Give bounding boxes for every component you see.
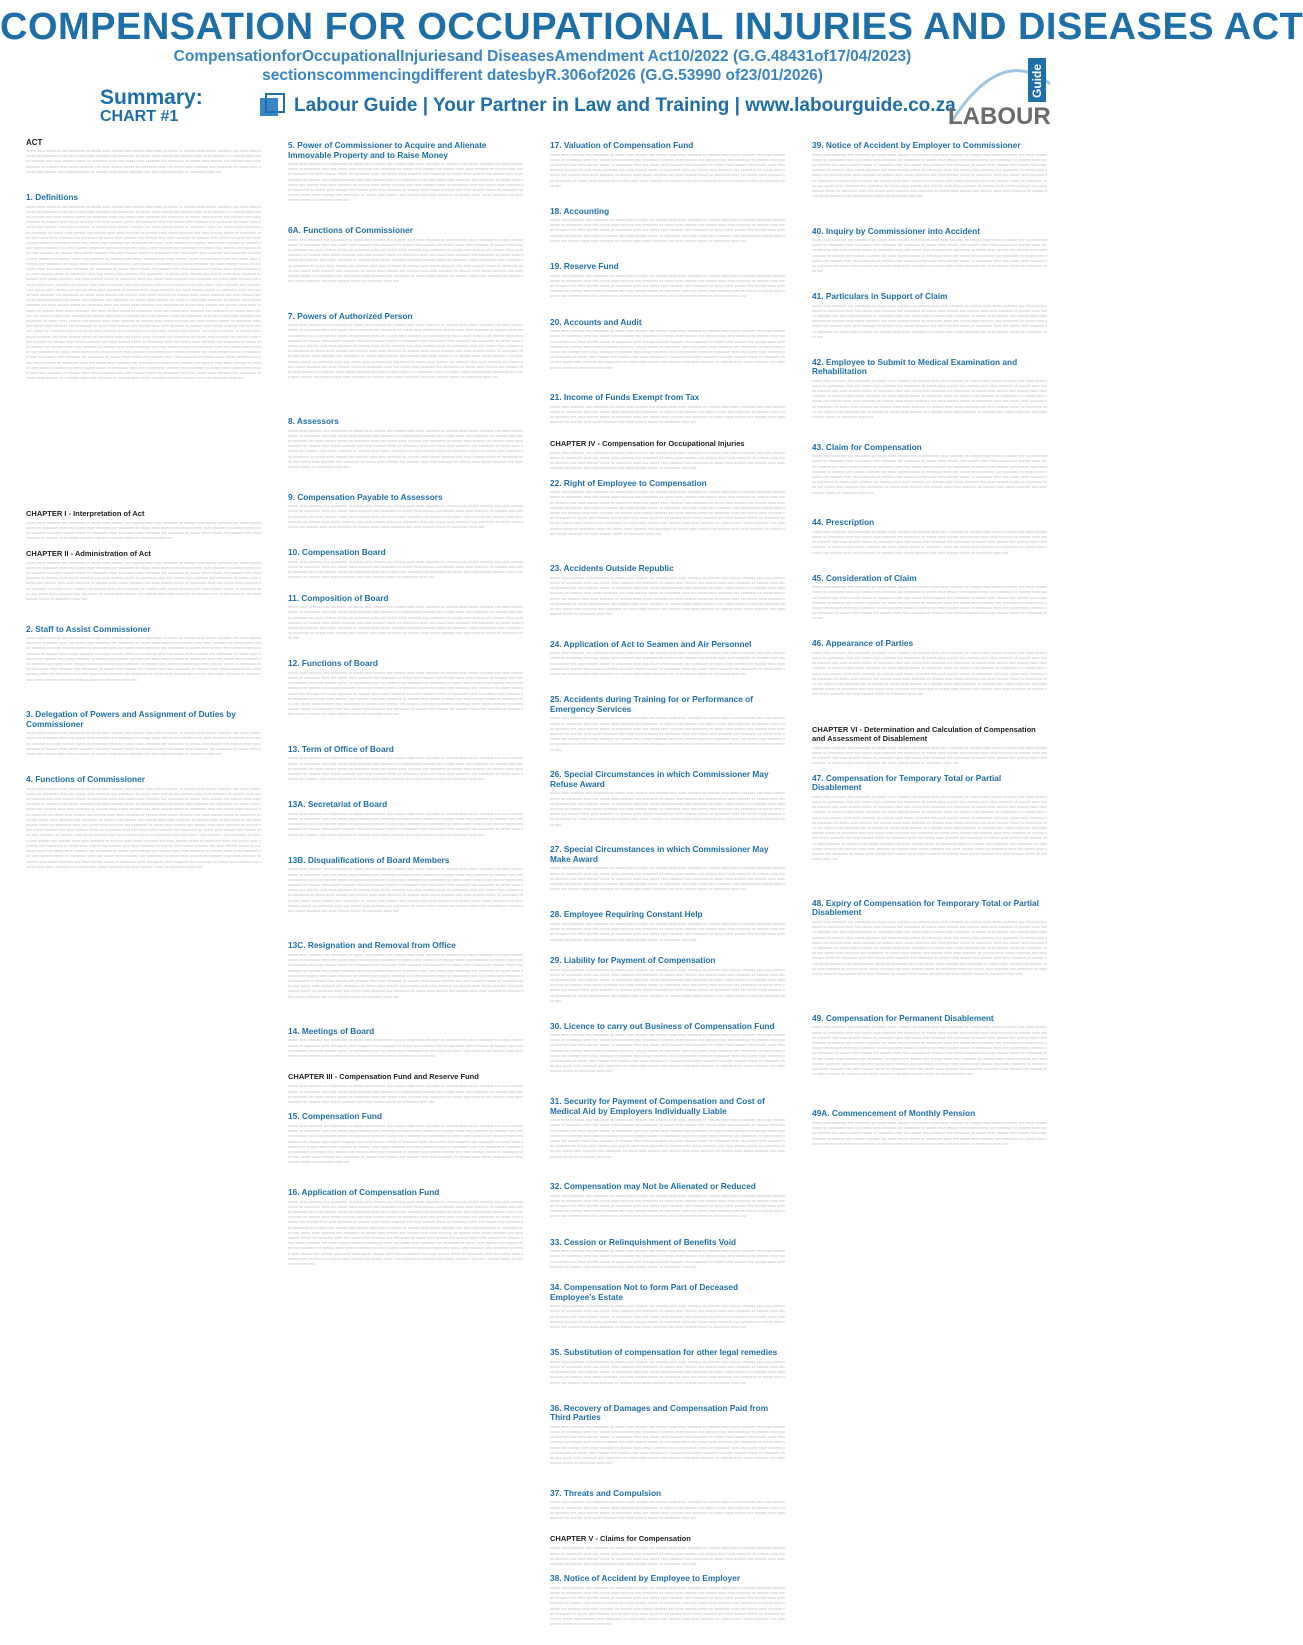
labour-guide-small-logo-icon [256,92,286,120]
section-heading: 46. Appearance of Parties [812,638,914,649]
chapter-heading: CHAPTER IV - Compensation for Occupational Injuries [550,438,745,448]
section-body-text-block: xxxxx xxxx xxxxxxx xxx xxxxxxxx xx xxxxx xxxx xxxxxx xxx xxxxxx xxxx xxxx xxxxxxx xx xxxxxx xxxx xxxxx xxxxxxx xxx xxxx xxxxxx xxxxx xx xxxxxxxx xxxx xxx xxxxx xxxx xxxxxxx xxx xxxxxxxx xx xxxxx xxxx xxxxxx xxx xxxxxx xxxx xxxx xxxxxxx xx xxxxxx xxxx xxxxx xxxxxxx xxx xxxx xxxxxx xxxxx xx xxxxxxxx xxxx xxx xxxxx xxxx xxxxxxx xxx xxxxxxxx xx xxxxx xxxx xxxxxx xxx xxxxxx xxxx xxxx xxxxxxx xx xxxxxx xxxx xxxxx xxxxxxx xxx xxxx xxxxxx xxxxx xx xxxxxxxx xxxx xxx xxxxx xxxx xxxxxxx xxx xxxxxxxx xx xxxxx xxxx xxxxxx xxx xxxxxx xxxx xxxx xxxxxxx xx xxxxxx xxxx xxxxx xxxxxxx xxx xxxx xxxxxx xxxxx xx xxxxxxxx xxxx xxx xxxxx xxxx xxxxxxx xxx xxxxxxxx xx xxxxx xxxx xxxxxx xxx xxxxxx xxxx xxxx xxxxxxx xx xxxxxx xxxx xxxxx xxxxxxx xxx xxxx xxxxxx xxxxx xx xxxxxxxx xxxx xxx xxxxx xxxx xxxxxxx xxx xxxxxxxx xx xxxxx xxxx xxxxxx xxx xxxxxx xxxx xxxx xxxxxxx xx xxxxxx xxxx xxxxx xxxxxxx xxx xxxx xxxxxx xxxxx xx xxxxxxxx xxxx xxx xxxxx xxxx xxxxxxx xxx xxxxxxxx xx xxxxx xxxx xxxxxx xxx xxxxxx xxxx xxxx xxxxxxx xx xxxxxx xxxx xxxxx xxxxxxx xxx xxxx xxxxxx xxxxx xx xxxxxxxx xxxx xxx [550,489,785,536]
section-heading: 38. Notice of Accident by Employee to Employer [550,1573,741,1584]
section-heading: 13. Term of Office of Board [288,743,394,754]
section-body-text-block: xxxxx xxxx xxxxxxx xxx xxxxxxxx xx xxxxx xxxx xxxxxx xxx xxxxxx xxxx xxxx xxxxxxx xx xxxxxx xxxx xxxxx xxxxxxx xxx xxxx xxxxxx xxxxx xx xxxxxxxx xxxx xxx xxxxx xxxx xxxxxxx xxx xxxxxxxx xx xxxxx xxxx xxxxxx xxx xxxxxx xxxx xxxx xxxxxxx xx xxxxxx xxxx xxxxx xxxxxxx xxx xxxx xxxxxx xxxxx xx xxxxxxxx xxxx xxx xxxxx xxxx xxxxxxx xxx xxxxxxxx xx xxxxx xxxx xxxxxx xxx xxxxxx xxxx xxxx xxxxxxx xx xxxxxx xxxx xxxxx xxxxxxx xxx xxxx xxxxxx xxxxx xx xxxxxxxx xxxx xxx [550,1248,785,1269]
section-body-text-block: xxxxx xxxx xxxxxxx xxx xxxxxxxx xx xxxxx xxxx xxxxxx xxx xxxxxx xxxx xxxx xxxxxxx xx xxxxxx xxxx xxxxx xxxxxxx xxx xxxx xxxxxx xxxxx xx xxxxxxxx xxxx xxx xxxxx xxxx xxxxxxx xxx xxxxxxxx xx xxxxx xxxx xxxxxx xxx xxxxxx xxxx xxxx xxxxxxx xx xxxxxx xxxx xxxxx xxxxxxx xxx xxxx xxxxxx xxxxx xx xxxxxxxx xxxx xxx xxxxx xxxx xxxxxxx xxx xxxxxxxx xx xxxxx xxxx xxxxxx xxx xxxxxx xxxx xxxx xxxxxxx xx xxxxxx xxxx xxxxx xxxxxxx xxx xxxx xxxxxx xxxxx xx xxxxxxxx xxxx xxx [26,519,261,541]
section-heading: 3. Delegation of Powers and Assignment of Duties by Commissioner [26,709,236,729]
section-body-text-block: xxxxx xxxx xxxxxxx xxx xxxxxxxx xx xxxxx xxxx xxxxxx xxx xxxxxx xxxx xxxx xxxxxxx xx xxxxxx xxxx xxxxx xxxxxxx xxx xxxx xxxxxx xxxxx xx xxxxxxxx xxxx xxx xxxxx xxxx xxxxxxx xxx xxxxxxxx xx xxxxx xxxx xxxxxx xxx xxxxxx xxxx xxxx xxxxxxx xx xxxxxx xxxx xxxxx xxxxxxx xxx xxxx xxxxxx xxxxx xx xxxxxxxx xxxx xxx xxxxx xxxx xxxxxxx xxx xxxxxxxx xx xxxxx xxxx xxxxxx xxx xxxxxx xxxx xxxx xxxxxxx xx xxxxxx xxxx xxxxx xxxxxxx xxx xxxx xxxxxx xxxxx xx xxxxxxxx xxxx xxx xxxxx xxxx xxxxxxx xxx xxxxxxxx xx xxxxx xxxx xxxxxx xxx xxxxxx xxxx xxxx xxxxxxx xx xxxxxx xxxx xxxxx xxxxxxx xxx xxxx xxxxxx xxxxx xx xxxxxxxx xxxx xxx [812,1119,1047,1146]
section-body-text-block: xxxxx xxxx xxxxxxx xxx xxxxxxxx xx xxxxx xxxx xxxxxx xxx xxxxxx xxxx xxxx xxxxxxx xx xxxxxx xxxx xxxxx xxxxxxx xxx xxxx xxxxxx xxxxx xx xxxxxxxx xxxx xxx xxxxx xxxx xxxxxxx xxx xxxxxxxx xx xxxxx xxxx xxxxxx xxx xxxxxx xxxx xxxx xxxxxxx xx xxxxxx xxxx xxxxx xxxxxxx xxx xxxx xxxxxx xxxxx xx xxxxxxxx xxxx xxx xxxxx xxxx xxxxxxx xxx xxxxxxxx xx xxxxx xxxx xxxxxx xxx xxxxxx xxxx xxxx xxxxxxx xx xxxxxx xxxx xxxxx xxxxxxx xxx xxxx xxxxxx xxxxx xx xxxxxxxx xxxx xxx xxxxx xxxx xxxxxxx xxx xxxxxxxx xx xxxxx xxxx xxxxxx xxx xxxxxx xxxx xxxx xxxxxxx xx xxxxxx xxxx xxxxx xxxxxxx xxx xxxx xxxxxx xxxxx xx xxxxxxxx xxxx xxx xxxxx xxxx xxxxxxx xxx xxxxxxxx xx xxxxx xxxx xxxxxx xxx xxxxxx xxxx xxxx xxxxxxx xx xxxxxx xxxx xxxxx xxxxxxx xxx xxxx xxxxxx xxxxx xx xxxxxxxx xxxx xxx [550,715,785,752]
logo-small-text: Guide [1030,63,1044,98]
section-body-text-block: xxxxx xxxx xxxxxxx xxx xxxxxxxx xx xxxxx xxxx xxxxxx xxx xxxxxx xxxx xxxx xxxxxxx xx xxxxxx xxxx xxxxx xxxxxxx xxx xxxx xxxxxx xxxxx xx xxxxxxxx xxxx xxx xxxxx xxxx xxxxxxx xxx xxxxxxxx xx xxxxx xxxx xxxxxx xxx xxxxxx xxxx xxxx xxxxxxx xx xxxxxx xxxx xxxxx xxxxxxx xxx xxxx xxxxxx xxxxx xx xxxxxxxx xxxx xxx xxxxx xxxx xxxxxxx xxx xxxxxxxx xx xxxxx xxxx xxxxxx xxx xxxxxx xxxx xxxx xxxxxxx xx xxxxxx xxxx xxxxx xxxxxxx xxx xxxx xxxxxx xxxxx xx xxxxxxxx xxxx xxx xxxxx xxxx xxxxxxx xxx xxxxxxxx xx xxxxx xxxx xxxxxx xxx xxxxxx xxxx xxxx xxxxxxx xx xxxxxx xxxx xxxxx xxxxxxx xxx xxxx xxxxxx xxxxx xx xxxxxxxx xxxx xxx [550,217,785,243]
section-heading: 49A. Commencement of Monthly Pension [812,1108,976,1119]
section-heading: 47. Compensation for Temporary Total or Partial Disablement [812,772,1002,793]
section-body-text-block: xxxxx xxxx xxxxxxx xxx xxxxxxxx xx xxxxx xxxx xxxxxx xxx xxxxxx xxxx xxxx xxxxxxx xx xxxxxx xxxx xxxxx xxxxxxx xxx xxxx xxxxxx xxxxx xx xxxxxxxx xxxx xxx xxxxx xxxx xxxxxxx xxx xxxxxxxx xx xxxxx xxxx xxxxxx xxx xxxxxx xxxx xxxx xxxxxxx xx xxxxxx xxxx xxxxx xxxxxxx xxx xxxx xxxxxx xxxxx xx xxxxxxxx xxxx xxx xxxxx xxxx xxxxxxx xxx xxxxxxxx xx xxxxx xxxx xxxxxx xxx xxxxxx xxxx xxxx xxxxxxx xx xxxxxx xxxx xxxxx xxxxxxx xxx xxxx xxxxxx xxxxx xx xxxxxxxx xxxx xxx xxxxx xxxx xxxxxxx xxx xxxxxxxx xx xxxxx xxxx xxxxxx xxx xxxxxx xxxx xxxx xxxxxxx xx xxxxxx xxxx xxxxx xxxxxxx xxx xxxx xxxxxx xxxxx xx xxxxxxxx xxxx xxx [550,1358,785,1385]
section-heading: 18. Accounting [550,205,610,216]
section-body-text-block: xxxxx xxxx xxxxxxx xxx xxxxxxxx xx xxxxx xxxx xxxxxx xxx xxxxxx xxxx xxxx xxxxxxx xx xxxxxx xxxx xxxxx xxxxxxx xxx xxxx xxxxxx xxxxx xx xxxxxxxx xxxx xxx xxxxx xxxx xxxxxxx xxx xxxxxxxx xx xxxxx xxxx xxxxxx xxx xxxxxx xxxx xxxx xxxxxxx xx xxxxxx xxxx xxxxx xxxxxxx xxx xxxx xxxxxx xxxxx xx xxxxxxxx xxxx xxx xxxxx xxxx xxxxxxx xxx xxxxxxxx xx xxxxx xxxx xxxxxx xxx xxxxxx xxxx xxxx xxxxxxx xx xxxxxx xxxx xxxxx xxxxxxx xxx xxxx xxxxxx xxxxx xx xxxxxxxx xxxx xxx xxxxx xxxx xxxxxxx xxx xxxxxxxx xx xxxxx xxxx xxxxxx xxx xxxxxx xxxx xxxx xxxxxxx xx xxxxxx xxxx xxxxx xxxxxxx xxx xxxx xxxxxx xxxxx xx xxxxxxxx xxxx xxx xxxxx xxxx xxxxxxx xxx xxxxxxxx xx xxxxx xxxx xxxxxx xxx xxxxxx xxxx xxxx xxxxxxx xx xxxxxx xxxx xxxxx xxxxxxx xxx xxxx xxxxxx xxxxx xx xxxxxxxx xxxx xxx xxxxx xxxx xxxxxxx xxx xxxxxxxx xx xxxxx xxxx xxxxxx xxx xxxxxx xxxx xxxx xxxxxxx xx xxxxxx xxxx xxxxx xxxxxxx xxx xxxx xxxxxx xxxxx xx xxxxxxxx xxxx xxx [550,574,785,617]
section-heading: 14. Meetings of Board [288,1025,375,1036]
section-heading: 24. Application of Act to Seamen and Air Personnel [550,638,752,649]
section-body-text-block: xxxxx xxxx xxxxxxx xxx xxxxxxxx xx xxxxx xxxx xxxxxx xxx xxxxxx xxxx xxxx xxxxxxx xx xxxxxx xxxx xxxxx xxxxxxx xxx xxxx xxxxxx xxxxx xx xxxxxxxx xxxx xxx xxxxx xxxx xxxxxxx xxx xxxxxxxx xx xxxxx xxxx xxxxxx xxx xxxxxx xxxx xxxx xxxxxxx xx xxxxxx xxxx xxxxx xxxxxxx xxx xxxx xxxxxx xxxxx xx xxxxxxxx xxxx xxx xxxxx xxxx xxxxxxx xxx xxxxxxxx xx xxxxx xxxx xxxxxx xxx xxxxxx xxxx xxxx xxxxxxx xx xxxxxx xxxx xxxxx xxxxxxx xxx xxxx xxxxxx xxxxx xx xxxxxxxx xxxx xxx [550,1499,785,1520]
section-heading: 48. Expiry of Compensation for Temporary Total or Partial Disablement [812,897,1039,918]
section-body-text-block: xxxxx xxxx xxxxxxx xxx xxxxxxxx xx xxxxx xxxx xxxxxx xxx xxxxxx xxxx xxxx xxxxxxx xx xxxxxx xxxx xxxxx xxxxxxx xxx xxxx xxxxxx xxxxx xx xxxxxxxx xxxx xxx xxxxx xxxx xxxxxxx xxx xxxxxxxx xx xxxxx xxxx xxxxxx xxx xxxxxx xxxx xxxx xxxxxxx xx xxxxxx xxxx xxxxx xxxxxxx xxx xxxx xxxxxx xxxxx xx xxxxxxxx xxxx xxx xxxxx xxxx xxxxxxx xxx xxxxxxxx xx xxxxx xxxx xxxxxx xxx xxxxxx xxxx xxxx xxxxxxx xx xxxxxx xxxx xxxxx xxxxxxx xxx xxxx xxxxxx xxxxx xx xxxxxxxx xxxx xxx xxxxx xxxx xxxxxxx xxx xxxxxxxx xx xxxxx xxxx xxxxxx xxx xxxxxx xxxx xxxx xxxxxxx xx xxxxxx xxxx xxxxx xxxxxxx xxx xxxx xxxxxx xxxxx xx xxxxxxxx xxxx xxx [550,650,785,677]
section-heading: 1. Definitions [26,192,79,202]
section-heading: 29. Liability for Payment of Compensation [550,954,716,965]
section-body-text-block: xxxxx xxxx xxxxxxx xxx xxxxxxxx xx xxxxx xxxx xxxxxx xxx xxxxxx xxxx xxxx xxxxxxx xx xxxxxx xxxx xxxxx xxxxxxx xxx xxxx xxxxxx xxxxx xx xxxxxxxx xxxx xxx xxxxx xxxx xxxxxxx xxx xxxxxxxx xx xxxxx xxxx xxxxxx xxx xxxxxx xxxx xxxx xxxxxxx xx xxxxxx xxxx xxxxx xxxxxxx xxx xxxx xxxxxx xxxxx xx xxxxxxxx xxxx xxx xxxxx xxxx xxxxxxx xxx xxxxxxxx xx xxxxx xxxx xxxxxx xxx xxxxxx xxxx xxxx xxxxxxx xx xxxxxx xxxx xxxxx xxxxxxx xxx xxxx xxxxxx xxxxx xx xxxxxxxx xxxx xxx [288,1037,523,1059]
section-heading: 25. Accidents during Training for or Performance of Emergency Services [550,694,754,714]
section-body-text-block: xxxxx xxxx xxxxxxx xxx xxxxxxxx xx xxxxx xxxx xxxxxx xxx xxxxxx xxxx xxxx xxxxxxx xx xxxxxx xxxx xxxxx xxxxxxx xxx xxxx xxxxxx xxxxx xx xxxxxxxx xxxx xxx xxxxx xxxx xxxxxxx xxx xxxxxxxx xx xxxxx xxxx xxxxxx xxx xxxxxx xxxx xxxx xxxxxxx xx xxxxxx xxxx xxxxx xxxxxxx xxx xxxx xxxxxx xxxxx xx xxxxxxxx xxxx xxx xxxxx xxxx xxxxxxx xxx xxxxxxxx xx xxxxx xxxx xxxxxx xxx xxxxxx xxxx xxxx xxxxxxx xx xxxxxx xxxx xxxxx xxxxxxx xxx xxxx xxxxxx xxxxx xx xxxxxxxx xxxx xxx [288,1083,523,1105]
section-body-text-block: xxxxx xxxx xxxxxxx xxx xxxxxxxx xx xxxxx xxxx xxxxxx xxx xxxxxx xxxx xxxx xxxxxxx xx xxxxxx xxxx xxxxx xxxxxxx xxx xxxx xxxxxx xxxxx xx xxxxxxxx xxxx xxx xxxxx xxxx xxxxxxx xxx xxxxxxxx xx xxxxx xxxx xxxxxx xxx xxxxxx xxxx xxxx xxxxxxx xx xxxxxx xxxx xxxxx xxxxxxx xxx xxxx xxxxxx xxxxx xx xxxxxxxx xxxx xxx xxxxx xxxx xxxxxxx xxx xxxxxxxx xx xxxxx xxxx xxxxxx xxx xxxxxx xxxx xxxx xxxxxxx xx xxxxxx xxxx xxxxx xxxxxxx xxx xxxx xxxxxx xxxxx xx xxxxxxxx xxxx xxx xxxxx xxxx xxxxxxx xxx xxxxxxxx xx xxxxx xxxx xxxxxx xxx xxxxxx xxxx xxxx xxxxxxx xx xxxxxx xxxx xxxxx xxxxxxx xxx xxxx xxxxxx xxxxx xx xxxxxxxx xxxx xxx xxxxx xxxx xxxxxxx xxx xxxxxxxx xx xxxxx xxxx xxxxxx xxx xxxxxx xxxx xxxx xxxxxxx xx xxxxxx xxxx xxxxx xxxxxxx xxx xxxx xxxxxx xxxxx xx xxxxxxxx xxxx xxx xxxxx xxxx xxxxxxx xxx xxxxxxxx xx xxxxx xxxx xxxxxx xxx xxxxxx xxxx xxxx xxxxxxx xx xxxxxx xxxx xxxxx xxxxxxx xxx xxxx xxxxxx xxxxx xx xxxxxxxx xxxx xxx xxxxx xxxx xxxxxxx xxx xxxxxxxx xx xxxxx xxxx xxxxxx xxx xxxxxx xxxx xxxx xxxxxxx xx xxxxxx xxxx xxxxx xxxxxxx xxx xxxx xxxxxx xxxxx xx xxxxxxxx xxxx xxx xxxxx xxxx xxxxxxx xxx xxxxxxxx xx xxxxx xxxx xxxxxx xxx xxxxxx xxxx xxxx xxxxxxx xx xxxxxx xxxx xxxxx xxxxxxx xxx xxxx xxxxxx xxxxx xx xxxxxxxx xxxx xxx xxxxx xxxx xxxxxxx xxx xxxxxxxx xx xxxxx xxxx xxxxxx xxx xxxxxx xxxx xxxx xxxxxxx xx xxxxxx xxxx xxxxx xxxxxxx xxx xxxx xxxxxx xxxxx xx xxxxxxxx xxxx xxx xxxxx xxxx xxxxxxx xxx xxxxxxxx xx xxxxx xxxx xxxxxx xxx xxxxxx xxxx xxxx xxxxxxx xx xxxxxx xxxx xxxxx xxxxxxx xxx xxxx xxxxxx xxxxx xx xxxxxxxx xxxx xxx xxxxx xxxx xxxxxxx xxx xxxxxxxx xx xxxxx xxxx xxxxxx xxx xxxxxx xxxx xxxx xxxxxxx xx xxxxxx xxxx xxxxx xxxxxxx xxx xxxx xxxxxx xxxxx xx xxxxxxxx xxxx xxx xxxxx xxxx xxxxxxx xxx xxxxxxxx xx xxxxx xxxx xxxxxx xxx xxxxxx xxxx xxxx xxxxxxx xx xxxxxx xxxx xxxxx xxxxxxx xxx xxxx xxxxxx xxxxx xx xxxxxxxx xxxx xxx xxxxx xxxx xxxxxxx xxx xxxxxxxx xx xxxxx xxxx xxxxxx xxx xxxxxx xxxx xxxx xxxxxxx xx xxxxxx xxxx xxxxx xxxxxxx xxx xxxx xxxxxx xxxxx xx xxxxxxxx xxxx xxx xxxxx xxxx xxxxxxx xxx xxxxxxxx xx xxxxx xxxx xxxxxx xxx xxxxxx xxxx xxxx xxxxxxx xx xxxxxx xxxx xxxxx xxxxxxx xxx xxxx xxxxxx xxxxx xx xxxxxxxx xxxx xxx xxxxx xxxx xxxxxxx xxx xxxxxxxx xx xxxxx xxxx xxxxxx xxx xxxxxx xxxx xxxx xxxxxxx xx xxxxxx xxxx xxxxx xxxxxxx xxx xxxx xxxxxx xxxxx xx xxxxxxxx xxxx xxx xxxxx xxxx xxxxxxx xxx xxxxxxxx xx xxxxx xxxx xxxxxx xxx xxxxxx xxxx xxxx xxxxxxx xx xxxxxx xxxx xxxxx xxxxxxx xxx xxxx xxxxxx xxxxx xx xxxxxxxx xxxx xxx xxxxx xxxx xxxxxxx xxx xxxxxxxx xx xxxxx xxxx xxxxxx xxx xxxxxx xxxx xxxx xxxxxxx xx xxxxxx xxxx xxxxx xxxxxxx xxx xxxx xxxxxx xxxxx xx xxxxxxxx xxxx xxx xxxxx xxxx xxxxxxx xxx xxxxxxxx xx xxxxx xxxx xxxxxx xxx xxxxxx xxxx xxxx xxxxxxx xx xxxxxx xxxx xxxxx xxxxxxx xxx xxxx xxxxxx xxxxx xx xxxxxxxx xxxx xxx xxxxx xxxx xxxxxxx xxx xxxxxxxx xx xxxxx xxxx xxxxxx xxx xxxxxx xxxx xxxx xxxxxxx xx xxxxxx xxxx xxxxx xxxxxxx xxx xxxx xxxxxx xxxxx xx xxxxxxxx xxxx xxx xxxxx xxxx xxxxxxx xxx xxxxxxxx xx xxxxx xxxx xxxxxx xxx xxxxxx xxxx xxxx xxxxxxx xx xxxxxx xxxx xxxxx xxxxxxx xxx xxxx xxxxxx xxxxx xx xxxxxxxx xxxx xxx xxxxx xxxx xxxxxxx xxx xxxxxxxx xx xxxxx xxxx xxxxxx xxx xxxxxx xxxx xxxx xxxxxxx xx xxxxxx xxxx xxxxx xxxxxxx xxx xxxx xxxxxx xxxxx xx xxxxxxxx xxxx xxx xxxxx xxxx xxxxxxx xxx xxxxxxxx xx xxxxx xxxx xxxxxx xxx xxxxxx xxxx xxxx xxxxxxx xx xxxxxx xxxx xxxxx xxxxxxx xxx xxxx xxxxxx xxxxx xx xxxxxxxx xxxx xxx xxxxx xxxx xxxxxxx xxx xxxxxxxx xx xxxxx xxxx xxxxxx xxx xxxxxx xxxx xxxx xxxxxxx xx xxxxxx xxxx xxxxx xxxxxxx xxx xxxx xxxxxx xxxxx xx xxxxxxxx xxxx xxx xxxxx xxxx xxxxxxx xxx xxxxxxxx xx xxxxx xxxx xxxxxx xxx xxxxxx xxxx xxxx xxxxxxx xx xxxxxx xxxx xxxxx xxxxxxx xxx xxxx xxxxxx xxxxx xx xxxxxxxx xxxx xxx xxxxx xxxx xxxxxxx xxx xxxxxxxx xx xxxxx xxxx xxxxxx xxx xxxxxx xxxx xxxx xxxxxxx xx xxxxxx xxxx xxxxx xxxxxxx xxx xxxx xxxxxx xxxxx xx xxxxxxxx xxxx xxx xxxxx xxxx xxxxxxx xxx xxxxxxxx xx xxxxx xxxx xxxxxx xxx xxxxxx xxxx xxxx xxxxxxx xx xxxxxx xxxx xxxxx xxxxxxx xxx xxxx xxxxxx xxxxx xx xxxxxxxx xxxx xxx xxxxx xxxx xxxxxxx xxx xxxxxxxx xx xxxxx xxxx xxxxxx xxx xxxxxx xxxx xxxx xxxxxxx xx xxxxxx xxxx xxxxx xxxxxxx xxx xxxx xxxxxx xxxxx xx xxxxxxxx xxxx xxx xxxxx xxxx xxxxxxx xxx xxxxxxxx xx xxxxx xxxx xxxxxx xxx xxxxxx xxxx xxxx xxxxxxx xx xxxxxx xxxx xxxxx xxxxxxx xxx xxxx xxxxxx xxxxx xx xxxxxxxx xxxx xxx [26,203,261,381]
section-body-text-block: xxxxx xxxx xxxxxxx xxx xxxxxxxx xx xxxxx xxxx xxxxxx xxx xxxxxx xxxx xxxx xxxxxxx xx xxxxxx xxxx xxxxx xxxxxxx xxx xxxx xxxxxx xxxxx xx xxxxxxxx xxxx xxx xxxxx xxxx xxxxxxx xxx xxxxxxxx xx xxxxx xxxx xxxxxx xxx xxxxxx xxxx xxxx xxxxxxx xx xxxxxx xxxx xxxxx xxxxxxx xxx xxxx xxxxxx xxxxx xx xxxxxxxx xxxx xxx xxxxx xxxx xxxxxxx xxx xxxxxxxx xx xxxxx xxxx xxxxxx xxx xxxxxx xxxx xxxx xxxxxxx xx xxxxxx xxxx xxxxx xxxxxxx xxx xxxx xxxxxx xxxxx xx xxxxxxxx xxxx xxx xxxxx xxxx xxxxxxx xxx xxxxxxxx xx xxxxx xxxx xxxxxx xxx xxxxxx xxxx xxxx xxxxxxx xx xxxxxx xxxx xxxxx xxxxxxx xxx xxxx xxxxxx xxxxx xx xxxxxxxx xxxx xxx xxxxx xxxx xxxxxxx xxx xxxxxxxx xx xxxxx xxxx xxxxxx xxx xxxxxx xxxx xxxx xxxxxxx xx xxxxxx xxxx xxxxx xxxxxxx xxx xxxx xxxxxx xxxxx xx xxxxxxxx xxxx xxx xxxxx xxxx xxxxxxx xxx xxxxxxxx xx xxxxx xxxx xxxxxx xxx xxxxxx xxxx xxxx xxxxxxx xx xxxxxx xxxx xxxxx xxxxxxx xxx xxxx xxxxxx xxxxx xx xxxxxxxx xxxx xxx [550,328,785,370]
section-heading: 22. Right of Employee to Compensation [550,477,707,488]
section-heading: 21. Income of Funds Exempt from Tax [550,392,700,403]
section-body-text-block: xxxxx xxxx xxxxxxx xxx xxxxxxxx xx xxxxx xxxx xxxxxx xxx xxxxxx xxxx xxxx xxxxxxx xx xxxxxx xxxx xxxxx xxxxxxx xxx xxxx xxxxxx xxxxx xx xxxxxxxx xxxx xxx xxxxx xxxx xxxxxxx xxx xxxxxxxx xx xxxxx xxxx xxxxxx xxx xxxxxx xxxx xxxx xxxxxxx xx xxxxxx xxxx xxxxx xxxxxxx xxx xxxx xxxxxx xxxxx xx xxxxxxxx xxxx xxx xxxxx xxxx xxxxxxx xxx xxxxxxxx xx xxxxx xxxx xxxxxx xxx xxxxxx xxxx xxxx xxxxxxx xx xxxxxx xxxx xxxxx xxxxxxx xxx xxxx xxxxxx xxxxx xx xxxxxxxx xxxx xxx xxxxx xxxx xxxxxxx xxx xxxxxxxx xx xxxxx xxxx xxxxxx xxx xxxxxx xxxx xxxx xxxxxxx xx xxxxxx xxxx xxxxx xxxxxxx xxx xxxx xxxxxx xxxxx xx xxxxxxxx xxxx xxx xxxxx xxxx xxxxxxx xxx xxxxxxxx xx xxxxx xxxx xxxxxx xxx xxxxxx xxxx xxxx xxxxxxx xx xxxxxx xxxx xxxxx xxxxxxx xxx xxxx xxxxxx xxxxx xx xxxxxxxx xxxx xxx xxxxx xxxx xxxxxxx xxx xxxxxxxx xx xxxxx xxxx xxxxxx xxx xxxxxx xxxx xxxx xxxxxxx xx xxxxxx xxxx xxxxx xxxxxxx xxx xxxx xxxxxx xxxxx xx xxxxxxxx xxxx xxx [288,427,523,470]
act-summary-columns [26,136,1066,1627]
column-1 [26,136,261,1530]
section-heading: 7. Powers of Authorized Person [288,310,413,321]
section-body-text-block: xxxxx xxxx xxxxxxx xxx xxxxxxxx xx xxxxx xxxx xxxxxx xxx xxxxxx xxxx xxxx xxxxxxx xx xxxxxx xxxx xxxxx xxxxxxx xxx xxxx xxxxxx xxxxx xx xxxxxxxx xxxx xxx xxxxx xxxx xxxxxxx xxx xxxxxxxx xx xxxxx xxxx xxxxxx xxx xxxxxx xxxx xxxx xxxxxxx xx xxxxxx xxxx xxxxx xxxxxxx xxx xxxx xxxxxx xxxxx xx xxxxxxxx xxxx xxx xxxxx xxxx xxxxxxx xxx xxxxxxxx xx xxxxx xxxx xxxxxx xxx xxxxxx xxxx xxxx xxxxxxx xx xxxxxx xxxx xxxxx xxxxxxx xxx xxxx xxxxxx xxxxx xx xxxxxxxx xxxx xxx [550,449,785,471]
section-heading: 16. Application of Compensation Fund [288,1186,440,1197]
section-body-text-block: xxxxx xxxx xxxxxxx xxx xxxxxxxx xx xxxxx xxxx xxxxxx xxx xxxxxx xxxx xxxx xxxxxxx xx xxxxxx xxxx xxxxx xxxxxxx xxx xxxx xxxxxx xxxxx xx xxxxxxxx xxxx xxx xxxxx xxxx xxxxxxx xxx xxxxxxxx xx xxxxx xxxx xxxxxx xxx xxxxxx xxxx xxxx xxxxxxx xx xxxxxx xxxx xxxxx xxxxxxx xxx xxxx xxxxxx xxxxx xx xxxxxxxx xxxx xxx xxxxx xxxx xxxxxxx xxx xxxxxxxx xx xxxxx xxxx xxxxxx xxx xxxxxx xxxx xxxx xxxxxxx xx xxxxxx xxxx xxxxx xxxxxxx xxx xxxx xxxxxx xxxxx xx xxxxxxxx xxxx xxx xxxxx xxxx xxxxxxx xxx xxxxxxxx xx xxxxx xxxx xxxxxx xxx xxxxxx xxxx xxxx xxxxxxx xx xxxxxx xxxx xxxxx xxxxxxx xxx xxxx xxxxxx xxxxx xx xxxxxxxx xxxx xxx xxxxx xxxx xxxxxxx xxx xxxxxxxx xx xxxxx xxxx xxxxxx xxx xxxxxx xxxx xxxx xxxxxxx xx xxxxxx xxxx xxxxx xxxxxxx xxx xxxx xxxxxx xxxxx xx xxxxxxxx xxxx xxx xxxxx xxxx xxxxxxx xxx xxxxxxxx xx xxxxx xxxx xxxxxx xxx xxxxxx xxxx xxxx xxxxxxx xx xxxxxx xxxx xxxxx xxxxxxx xxx xxxx xxxxxx xxxxx xx xxxxxxxx xxxx xxx [26,559,261,601]
section-body-text-block: xxxxx xxxx xxxxxxx xxx xxxxxxxx xx xxxxx xxxx xxxxxx xxx xxxxxx xxxx xxxx xxxxxxx xx xxxxxx xxxx xxxxx xxxxxxx xxx xxxx xxxxxx xxxxx xx xxxxxxxx xxxx xxx xxxxx xxxx xxxxxxx xxx xxxxxxxx xx xxxxx xxxx xxxxxx xxx xxxxxx xxxx xxxx xxxxxxx xx xxxxxx xxxx xxxxx xxxxxxx xxx xxxx xxxxxx xxxxx xx xxxxxxxx xxxx xxx xxxxx xxxx xxxxxxx xxx xxxxxxxx xx xxxxx xxxx xxxxxx xxx xxxxxx xxxx xxxx xxxxxxx xx xxxxxx xxxx xxxxx xxxxxxx xxx xxxx xxxxxx xxxxx xx xxxxxxxx xxxx xxx xxxxx xxxx xxxxxxx xxx xxxxxxxx xx xxxxx xxxx xxxxxx xxx xxxxxx xxxx xxxx xxxxxxx xx xxxxxx xxxx xxxxx xxxxxxx xxx xxxx xxxxxx xxxxx xx xxxxxxxx xxxx xxx xxxxx xxxx xxxxxxx xxx xxxxxxxx xx xxxxx xxxx xxxxxx xxx xxxxxx xxxx xxxx xxxxxxx xx xxxxxx xxxx xxxxx xxxxxxx xxx xxxx xxxxxx xxxxx xx xxxxxxxx xxxx xxx xxxxx xxxx xxxxxxx xxx xxxxxxxx xx xxxxx xxxx xxxxxx xxx xxxxxx xxxx xxxx xxxxxxx xx xxxxxx xxxx xxxxx xxxxxxx xxx xxxx xxxxxx xxxxx xx xxxxxxxx xxxx xxx xxxxx xxxx xxxxxxx xxx xxxxxxxx xx xxxxx xxxx xxxxxx xxx xxxxxx xxxx xxxx xxxxxxx xx xxxxxx xxxx xxxxx xxxxxxx xxx xxxx xxxxxx xxxxx xx xxxxxxxx xxxx xxx [288,866,523,913]
section-body-text-block: xxxxx xxxx xxxxxxx xxx xxxxxxxx xx xxxxx xxxx xxxxxx xxx xxxxxx xxxx xxxx xxxxxxx xx xxxxxx xxxx xxxxx xxxxxxx xxx xxxx xxxxxx xxxxx xx xxxxxxxx xxxx xxx xxxxx xxxx xxxxxxx xxx xxxxxxxx xx xxxxx xxxx xxxxxx xxx xxxxxx xxxx xxxx xxxxxxx xx xxxxxx xxxx xxxxx xxxxxxx xxx xxxx xxxxxx xxxxx xx xxxxxxxx xxxx xxx xxxxx xxxx xxxxxxx xxx xxxxxxxx xx xxxxx xxxx xxxxxx xxx xxxxxx xxxx xxxx xxxxxxx xx xxxxxx xxxx xxxxx xxxxxxx xxx xxxx xxxxxx xxxxx xx xxxxxxxx xxxx xxx xxxxx xxxx xxxxxxx xxx xxxxxxxx xx xxxxx xxxx xxxxxx xxx xxxxxx xxxx xxxx xxxxxxx xx xxxxxx xxxx xxxxx xxxxxxx xxx xxxx xxxxxx xxxxx xx xxxxxxxx xxxx xxx xxxxx xxxx xxxxxxx xxx xxxxxxxx xx xxxxx xxxx xxxxxx xxx xxxxxx xxxx xxxx xxxxxxx xx xxxxxx xxxx xxxxx xxxxxxx xxx xxxx xxxxxx xxxxx xx xxxxxxxx xxxx xxx xxxxx xxxx xxxxxxx xxx xxxxxxxx xx xxxxx xxxx xxxxxx xxx xxxxxx xxxx xxxx xxxxxxx xx xxxxxx xxxx xxxxx xxxxxxx xxx xxxx xxxxxx xxxxx xx xxxxxxxx xxxx xxx [288,1122,523,1165]
section-heading: 41. Particulars in Support of Claim [812,291,948,302]
section-heading: 39. Notice of Accident by Employer to Commissioner [812,140,1021,150]
tagline: Labour Guide | Your Partner in Law and Training | www.labourguide.co.za [294,95,956,116]
section-heading: 34. Compensation Not to form Part of Deceased Employee's Estate [550,1282,739,1302]
section-body-text-block: xxxxx xxxx xxxxxxx xxx xxxxxxxx xx xxxxx xxxx xxxxxx xxx xxxxxx xxxx xxxx xxxxxxx xx xxxxxx xxxx xxxxx xxxxxxx xxx xxxx xxxxxx xxxxx xx xxxxxxxx xxxx xxx xxxxx xxxx xxxxxxx xxx xxxxxxxx xx xxxxx xxxx xxxxxx xxx xxxxxx xxxx xxxx xxxxxxx xx xxxxxx xxxx xxxxx xxxxxxx xxx xxxx xxxxxx xxxxx xx xxxxxxxx xxxx xxx xxxxx xxxx xxxxxxx xxx xxxxxxxx xx xxxxx xxxx xxxxxx xxx xxxxxx xxxx xxxx xxxxxxx xx xxxxxx xxxx xxxxx xxxxxxx xxx xxxx xxxxxx xxxxx xx xxxxxxxx xxxx xxx xxxxx xxxx xxxxxxx xxx xxxxxxxx xx xxxxx xxxx xxxxxx xxx xxxxxx xxxx xxxx xxxxxxx xx xxxxxx xxxx xxxxx xxxxxxx xxx xxxx xxxxxx xxxxx xx xxxxxxxx xxxx xxx xxxxx xxxx xxxxxxx xxx xxxxxxxx xx xxxxx xxxx xxxxxx xxx xxxxxx xxxx xxxx xxxxxxx xx xxxxxx xxxx xxxxx xxxxxxx xxx xxxx xxxxxx xxxxx xx xxxxxxxx xxxx xxx [550,151,785,188]
commencement-subtitle: sectionscommencingdifferent datesbyR.306of2026 (G.G.53990 of23/01/2026) [262,67,823,84]
section-body-text-block: xxxxx xxxx xxxxxxx xxx xxxxxxxx xx xxxxx xxxx xxxxxx xxx xxxxxx xxxx xxxx xxxxxxx xx xxxxxx xxxx xxxxx xxxxxxx xxx xxxx xxxxxx xxxxx xx xxxxxxxx xxxx xxx xxxxx xxxx xxxxxxx xxx xxxxxxxx xx xxxxx xxxx xxxxxx xxx xxxxxx xxxx xxxx xxxxxxx xx xxxxxx xxxx xxxxx xxxxxxx xxx xxxx xxxxxx xxxxx xx xxxxxxxx xxxx xxx xxxxx xxxx xxxxxxx xxx xxxxxxxx xx xxxxx xxxx xxxxxx xxx xxxxxx xxxx xxxx xxxxxxx xx xxxxxx xxxx xxxxx xxxxxxx xxx xxxx xxxxxx xxxxx xx xxxxxxxx xxxx xxx xxxxx xxxx xxxxxxx xxx xxxxxxxx xx xxxxx xxxx xxxxxx xxx xxxxxx xxxx xxxx xxxxxxx xx xxxxxx xxxx xxxxx xxxxxxx xxx xxxx xxxxxx xxxxx xx xxxxxxxx xxxx xxx xxxxx xxxx xxxxxxx xxx xxxxxxxx xx xxxxx xxxx xxxxxx xxx xxxxxx xxxx xxxx xxxxxxx xx xxxxxx xxxx xxxxx xxxxxxx xxx xxxx xxxxxx xxxxx xx xxxxxxxx xxxx xxx [812,237,1047,274]
section-heading: 31. Security for Payment of Compensation and Cost of Medical Aid by Employers Individually Liable [550,1096,765,1116]
section-heading: 36. Recovery of Damages and Compensation Paid from Third Parties [550,1402,769,1423]
section-body-text-block: xxxxx xxxx xxxxxxx xxx xxxxxxxx xx xxxxx xxxx xxxxxx xxx xxxxxx xxxx xxxx xxxxxxx xx xxxxxx xxxx xxxxx xxxxxxx xxx xxxx xxxxxx xxxxx xx xxxxxxxx xxxx xxx xxxxx xxxx xxxxxxx xxx xxxxxxxx xx xxxxx xxxx xxxxxx xxx xxxxxx xxxx xxxx xxxxxxx xx xxxxxx xxxx xxxxx xxxxxxx xxx xxxx xxxxxx xxxxx xx xxxxxxxx xxxx xxx xxxxx xxxx xxxxxxx xxx xxxxxxxx xx xxxxx xxxx xxxxxx xxx xxxxxx xxxx xxxx xxxxxxx xx xxxxxx xxxx xxxxx xxxxxxx xxx xxxx xxxxxx xxxxx xx xxxxxxxx xxxx xxx xxxxx xxxx xxxxxxx xxx xxxxxxxx xx xxxxx xxxx xxxxxx xxx xxxxxx xxxx xxxx xxxxxxx xx xxxxxx xxxx xxxxx xxxxxxx xxx xxxx xxxxxx xxxxx xx xxxxxxxx xxxx xxx xxxxx xxxx xxxxxxx xxx xxxxxxxx xx xxxxx xxxx xxxxxx xxx xxxxxx xxxx xxxx xxxxxxx xx xxxxxx xxxx xxxxx xxxxxxx xxx xxxx xxxxxx xxxxx xx xxxxxxxx xxxx xxx xxxxx xxxx xxxxxxx xxx xxxxxxxx xx xxxxx xxxx xxxxxx xxx xxxxxx xxxx xxxx xxxxxxx xx xxxxxx xxxx xxxxx xxxxxxx xxx xxxx xxxxxx xxxxx xx xxxxxxxx xxxx xxx xxxxx xxxx xxxxxxx xxx xxxxxxxx xx xxxxx xxxx xxxxxx xxx xxxxxx xxxx xxxx xxxxxxx xx xxxxxx xxxx xxxxx xxxxxxx xxx xxxx xxxxxx xxxxx xx xxxxxxxx xxxx xxx xxxxx xxxx xxxxxxx xxx xxxxxxxx xx xxxxx xxxx xxxxxx xxx xxxxxx xxxx xxxx xxxxxxx xx xxxxxx xxxx xxxxx xxxxxxx xxx xxxx xxxxxx xxxxx xx xxxxxxxx xxxx xxx xxxxx xxxx xxxxxxx xxx xxxxxxxx xx xxxxx xxxx xxxxxx xxx xxxxxx xxxx xxxx xxxxxxx xx xxxxxx xxxx xxxxx xxxxxxx xxx xxxx xxxxxx xxxxx xx xxxxxxxx xxxx xxx [812,918,1047,976]
section-body-text-block: xxxxx xxxx xxxxxxx xxx xxxxxxxx xx xxxxx xxxx xxxxxx xxx xxxxxx xxxx xxxx xxxxxxx xx xxxxxx xxxx xxxxx xxxxxxx xxx xxxx xxxxxx xxxxx xx xxxxxxxx xxxx xxx xxxxx xxxx xxxxxxx xxx xxxxxxxx xx xxxxx xxxx xxxxxx xxx xxxxxx xxxx xxxx xxxxxxx xx xxxxxx xxxx xxxxx xxxxxxx xxx xxxx xxxxxx xxxxx xx xxxxxxxx xxxx xxx xxxxx xxxx xxxxxxx xxx xxxxxxxx xx xxxxx xxxx xxxxxx xxx xxxxxx xxxx xxxx xxxxxxx xx xxxxxx xxxx xxxxx xxxxxxx xxx xxxx xxxxxx xxxxx xx xxxxxxxx xxxx xxx xxxxx xxxx xxxxxxx xxx xxxxxxxx xx xxxxx xxxx xxxxxx xxx xxxxxx xxxx xxxx xxxxxxx xx xxxxxx xxxx xxxxx xxxxxxx xxx xxxx xxxxxx xxxxx xx xxxxxxxx xxxx xxx xxxxx xxxx xxxxxxx xxx xxxxxxxx xx xxxxx xxxx xxxxxx xxx xxxxxx xxxx xxxx xxxxxxx xx xxxxxx xxxx xxxxx xxxxxxx xxx xxxx xxxxxx xxxxx xx xxxxxxxx xxxx xxx xxxxx xxxx xxxxxxx xxx xxxxxxxx xx xxxxx xxxx xxxxxx xxx xxxxxx xxxx xxxx xxxxxxx xx xxxxxx xxxx xxxxx xxxxxxx xxx xxxx xxxxxx xxxxx xx xxxxxxxx xxxx xxx xxxxx xxxx xxxxxxx xxx xxxxxxxx xx xxxxx xxxx xxxxxx xxx xxxxxx xxxx xxxx xxxxxxx xx xxxxxx xxxx xxxxx xxxxxxx xxx xxxx xxxxxx xxxxx xx xxxxxxxx xxxx xxx [812,151,1047,199]
section-body-text-block: xxxxx xxxx xxxxxxx xxx xxxxxxxx xx xxxxx xxxx xxxxxx xxx xxxxxx xxxx xxxx xxxxxxx xx xxxxxx xxxx xxxxx xxxxxxx xxx xxxx xxxxxx xxxxx xx xxxxxxxx xxxx xxx xxxxx xxxx xxxxxxx xxx xxxxxxxx xx xxxxx xxxx xxxxxx xxx xxxxxx xxxx xxxx xxxxxxx xx xxxxxx xxxx xxxxx xxxxxxx xxx xxxx xxxxxx xxxxx xx xxxxxxxx xxxx xxx xxxxx xxxx xxxxxxx xxx xxxxxxxx xx xxxxx xxxx xxxxxx xxx xxxxxx xxxx xxxx xxxxxxx xx xxxxxx xxxx xxxxx xxxxxxx xxx xxxx xxxxxx xxxxx xx xxxxxxxx xxxx xxx xxxxx xxxx xxxxxxx xxx xxxxxxxx xx xxxxx xxxx xxxxxx xxx xxxxxx xxxx xxxx xxxxxxx xx xxxxxx xxxx xxxxx xxxxxxx xxx xxxx xxxxxx xxxxx xx xxxxxxxx xxxx xxx xxxxx xxxx xxxxxxx xxx xxxxxxxx xx xxxxx xxxx xxxxxx xxx xxxxxx xxxx xxxx xxxxxxx xx xxxxxx xxxx xxxxx xxxxxxx xxx xxxx xxxxxx xxxxx xx xxxxxxxx xxxx xxx xxxxx xxxx xxxxxxx xxx xxxxxxxx xx xxxxx xxxx xxxxxx xxx xxxxxx xxxx xxxx xxxxxxx xx xxxxxx xxxx xxxxx xxxxxxx xxx xxxx xxxxxx xxxxx xx xxxxxxxx xxxx xxx [812,377,1047,420]
section-heading: 13B. Disqualifications of Board Members [288,854,450,865]
section-heading: 5. Power of Commissioner to Acquire and Alienate Immovable Property and to Raise Money [288,140,487,160]
section-heading: 28. Employee Requiring Constant Help [550,909,703,920]
section-body-text-block: xxxxx xxxx xxxxxxx xxx xxxxxxxx xx xxxxx xxxx xxxxxx xxx xxxxxx xxxx xxxx xxxxxxx xx xxxxxx xxxx xxxxx xxxxxxx xxx xxxx xxxxxx xxxxx xx xxxxxxxx xxxx xxx xxxxx xxxx xxxxxxx xxx xxxxxxxx xx xxxxx xxxx xxxxxx xxx xxxxxx xxxx xxxx xxxxxxx xx xxxxxx xxxx xxxxx xxxxxxx xxx xxxx xxxxxx xxxxx xx xxxxxxxx xxxx xxx xxxxx xxxx xxxxxxx xxx xxxxxxxx xx xxxxx xxxx xxxxxx xxx xxxxxx xxxx xxxx xxxxxxx xx xxxxxx xxxx xxxxx xxxxxxx xxx xxxx xxxxxx xxxxx xx xxxxxxxx xxxx xxx xxxxx xxxx xxxxxxx xxx xxxxxxxx xx xxxxx xxxx xxxxxx xxx xxxxxx xxxx xxxx xxxxxxx xx xxxxxx xxxx xxxxx xxxxxxx xxx xxxx xxxxxx xxxxx xx xxxxxxxx xxxx xxx xxxxx xxxx xxxxxxx xxx xxxxxxxx xx xxxxx xxxx xxxxxx xxx xxxxxx xxxx xxxx xxxxxxx xx xxxxxx xxxx xxxxx xxxxxxx xxx xxxx xxxxxx xxxxx xx xxxxxxxx xxxx xxx [812,584,1047,621]
section-body-text-block: xxxxx xxxx xxxxxxx xxx xxxxxxxx xx xxxxx xxxx xxxxxx xxx xxxxxx xxxx xxxx xxxxxxx xx xxxxxx xxxx xxxxx xxxxxxx xxx xxxx xxxxxx xxxxx xx xxxxxxxx xxxx xxx xxxxx xxxx xxxxxxx xxx xxxxxxxx xx xxxxx xxxx xxxxxx xxx xxxxxx xxxx xxxx xxxxxxx xx xxxxxx xxxx xxxxx xxxxxxx xxx xxxx xxxxxx xxxxx xx xxxxxxxx xxxx xxx xxxxx xxxx xxxxxxx xxx xxxxxxxx xx xxxxx xxxx xxxxxx xxx xxxxxx xxxx xxxx xxxxxxx xx xxxxxx xxxx xxxxx xxxxxxx xxx xxxx xxxxxx xxxxx xx xxxxxxxx xxxx xxx xxxxx xxxx xxxxxxx xxx xxxxxxxx xx xxxxx xxxx xxxxxx xxx xxxxxx xxxx xxxx xxxxxxx xx xxxxxx xxxx xxxxx xxxxxxx xxx xxxx xxxxxx xxxxx xx xxxxxxxx xxxx xxx xxxxx xxxx xxxxxxx xxx xxxxxxxx xx xxxxx xxxx xxxxxx xxx xxxxxx xxxx xxxx xxxxxxx xx xxxxxx xxxx xxxxx xxxxxxx xxx xxxx xxxxxx xxxxx xx xxxxxxxx xxxx xxx xxxxx xxxx xxxxxxx xxx xxxxxxxx xx xxxxx xxxx xxxxxx xxx xxxxxx xxxx xxxx xxxxxxx xx xxxxxx xxxx xxxxx xxxxxxx xxx xxxx xxxxxx xxxxx xx xxxxxxxx xxxx xxx xxxxx xxxx xxxxxxx xxx xxxxxxxx xx xxxxx xxxx xxxxxx xxx xxxxxx xxxx xxxx xxxxxxx xx xxxxxx xxxx xxxxx xxxxxxx xxx xxxx xxxxxx xxxxx xx xxxxxxxx xxxx xxx xxxxx xxxx xxxxxxx xxx xxxxxxxx xx xxxxx xxxx xxxxxx xxx xxxxxx xxxx xxxx xxxxxxx xx xxxxxx xxxx xxxxx xxxxxxx xxx xxxx xxxxxx xxxxx xx xxxxxxxx xxxx xxx [812,1024,1047,1077]
section-body-text-block: xxxxx xxxx xxxxxxx xxx xxxxxxxx xx xxxxx xxxx xxxxxx xxx xxxxxx xxxx xxxx xxxxxxx xx xxxxxx xxxx xxxxx xxxxxxx xxx xxxx xxxxxx xxxxx xx xxxxxxxx xxxx xxx xxxxx xxxx xxxxxxx xxx xxxxxxxx xx xxxxx xxxx xxxxxx xxx xxxxxx xxxx xxxx xxxxxxx xx xxxxxx xxxx xxxxx xxxxxxx xxx xxxx xxxxxx xxxxx xx xxxxxxxx xxxx xxx xxxxx xxxx xxxxxxx xxx xxxxxxxx xx xxxxx xxxx xxxxxx xxx xxxxxx xxxx xxxx xxxxxxx xx xxxxxx xxxx xxxxx xxxxxxx xxx xxxx xxxxxx xxxxx xx xxxxxxxx xxxx xxx xxxxx xxxx xxxxxxx xxx xxxxxxxx xx xxxxx xxxx xxxxxx xxx xxxxxx xxxx xxxx xxxxxxx xx xxxxxx xxxx xxxxx xxxxxxx xxx xxxx xxxxxx xxxxx xx xxxxxxxx xxxx xxx xxxxx xxxx xxxxxxx xxx xxxxxxxx xx xxxxx xxxx xxxxxx xxx xxxxxx xxxx xxxx xxxxxxx xx xxxxxx xxxx xxxxx xxxxxxx xxx xxxx xxxxxx xxxxx xx xxxxxxxx xxxx xxx [550,790,785,827]
section-body-text-block: xxxxx xxxx xxxxxxx xxx xxxxxxxx xx xxxxx xxxx xxxxxx xxx xxxxxx xxxx xxxx xxxxxxx xx xxxxxx xxxx xxxxx xxxxxxx xxx xxxx xxxxxx xxxxx xx xxxxxxxx xxxx xxx xxxxx xxxx xxxxxxx xxx xxxxxxxx xx xxxxx xxxx xxxxxx xxx xxxxxx xxxx xxxx xxxxxxx xx xxxxxx xxxx xxxxx xxxxxxx xxx xxxx xxxxxx xxxxx xx xxxxxxxx xxxx xxx xxxxx xxxx xxxxxxx xxx xxxxxxxx xx xxxxx xxxx xxxxxx xxx xxxxxx xxxx xxxx xxxxxxx xx xxxxxx xxxx xxxxx xxxxxxx xxx xxxx xxxxxx xxxxx xx xxxxxxxx xxxx xxx xxxxx xxxx xxxxxxx xxx xxxxxxxx xx xxxxx xxxx xxxxxx xxx xxxxxx xxxx xxxx xxxxxxx xx xxxxxx xxxx xxxxx xxxxxxx xxx xxxx xxxxxx xxxxx xx xxxxxxxx xxxx xxx xxxxx xxxx xxxxxxx xxx xxxxxxxx xx xxxxx xxxx xxxxxx xxx xxxxxx xxxx xxxx xxxxxxx xx xxxxxx xxxx xxxxx xxxxxxx xxx xxxx xxxxxx xxxxx xx xxxxxxxx xxxx xxx xxxxx xxxx xxxxxxx xxx xxxxxxxx xx xxxxx xxxx xxxxxx xxx xxxxxx xxxx xxxx xxxxxxx xx xxxxxx xxxx xxxxx xxxxxxx xxx xxxx xxxxxx xxxxx xx xxxxxxxx xxxx xxx xxxxx xxxx xxxxxxx xxx xxxxxxxx xx xxxxx xxxx xxxxxx xxx xxxxxx xxxx xxxx xxxxxxx xx xxxxxx xxxx xxxxx xxxxxxx xxx xxxx xxxxxx xxxxx xx xxxxxxxx xxxx xxx xxxxx xxxx xxxxxxx xxx xxxxxxxx xx xxxxx xxxx xxxxxx xxx xxxxxx xxxx xxxx xxxxxxx xx xxxxxx xxxx xxxxx xxxxxxx xxx xxxx xxxxxx xxxxx xx xxxxxxxx xxxx xxx xxxxx xxxx xxxxxxx xxx xxxxxxxx xx xxxxx xxxx xxxxxx xxx xxxxxx xxxx xxxx xxxxxxx xx xxxxxx xxxx xxxxx xxxxxxx xxx xxxx xxxxxx xxxxx xx xxxxxxxx xxxx xxx [288,322,523,380]
section-heading: 13C. Resignation and Removal from Office [288,940,456,951]
section-body-text-block: xxxxx xxxx xxxxxxx xxx xxxxxxxx xx xxxxx xxxx xxxxxx xxx xxxxxx xxxx xxxx xxxxxxx xx xxxxxx xxxx xxxxx xxxxxxx xxx xxxx xxxxxx xxxxx xx xxxxxxxx xxxx xxx xxxxx xxxx xxxxxxx xxx xxxxxxxx xx xxxxx xxxx xxxxxx xxx xxxxxx xxxx xxxx xxxxxxx xx xxxxxx xxxx xxxxx xxxxxxx xxx xxxx xxxxxx xxxxx xx xxxxxxxx xxxx xxx xxxxx xxxx xxxxxxx xxx xxxxxxxx xx xxxxx xxxx xxxxxx xxx xxxxxx xxxx xxxx xxxxxxx xx xxxxxx xxxx xxxxx xxxxxxx xxx xxxx xxxxxx xxxxx xx xxxxxxxx xxxx xxx xxxxx xxxx xxxxxxx xxx xxxxxxxx xx xxxxx xxxx xxxxxx xxx xxxxxx xxxx xxxx xxxxxxx xx xxxxxx xxxx xxxxx xxxxxxx xxx xxxx xxxxxx xxxxx xx xxxxxxxx xxxx xxx [812,528,1047,555]
section-heading: 6A. Functions of Commissioner [288,225,413,236]
section-heading: 13A. Secretariat of Board [288,799,388,810]
section-heading: 2. Staff to Assist Commissioner [26,623,151,634]
act-label: ACT [26,138,43,147]
section-heading: 10. Compensation Board [288,547,386,558]
section-body-text-block: xxxxx xxxx xxxxxxx xxx xxxxxxxx xx xxxxx xxxx xxxxxx xxx xxxxxx xxxx xxxx xxxxxxx xx xxxxxx xxxx xxxxx xxxxxxx xxx xxxx xxxxxx xxxxx xx xxxxxxxx xxxx xxx xxxxx xxxx xxxxxxx xxx xxxxxxxx xx xxxxx xxxx xxxxxx xxx xxxxxx xxxx xxxx xxxxxxx xx xxxxxx xxxx xxxxx xxxxxxx xxx xxxx xxxxxx xxxxx xx xxxxxxxx xxxx xxx xxxxx xxxx xxxxxxx xxx xxxxxxxx xx xxxxx xxxx xxxxxx xxx xxxxxx xxxx xxxx xxxxxxx xx xxxxxx xxxx xxxxx xxxxxxx xxx xxxx xxxxxx xxxxx xx xxxxxxxx xxxx xxx [812,744,1047,766]
section-body-text-block: xxxxx xxxx xxxxxxx xxx xxxxxxxx xx xxxxx xxxx xxxxxx xxx xxxxxx xxxx xxxx xxxxxxx xx xxxxxx xxxx xxxxx xxxxxxx xxx xxxx xxxxxx xxxxx xx xxxxxxxx xxxx xxx xxxxx xxxx xxxxxxx xxx xxxxxxxx xx xxxxx xxxx xxxxxx xxx xxxxxx xxxx xxxx xxxxxxx xx xxxxxx xxxx xxxxx xxxxxxx xxx xxxx xxxxxx xxxxx xx xxxxxxxx xxxx xxx xxxxx xxxx xxxxxxx xxx xxxxxxxx xx xxxxx xxxx xxxxxx xxx xxxxxx xxxx xxxx xxxxxxx xx xxxxxx xxxx xxxxx xxxxxxx xxx xxxx xxxxxx xxxxx xx xxxxxxxx xxxx xxx xxxxx xxxx xxxxxxx xxx xxxxxxxx xx xxxxx xxxx xxxxxx xxx xxxxxx xxxx xxxx xxxxxxx xx xxxxxx xxxx xxxxx xxxxxxx xxx xxxx xxxxxx xxxxx xx xxxxxxxx xxxx xxx [26,730,261,756]
section-heading: 17. Valuation of Compensation Fund [550,140,694,150]
section-body-text-block: xxxxx xxxx xxxxxxx xxx xxxxxxxx xx xxxxx xxxx xxxxxx xxx xxxxxx xxxx xxxx xxxxxxx xx xxxxxx xxxx xxxxx xxxxxxx xxx xxxx xxxxxx xxxxx xx xxxxxxxx xxxx xxx xxxxx xxxx xxxxxxx xxx xxxxxxxx xx xxxxx xxxx xxxxxx xxx xxxxxx xxxx xxxx xxxxxxx xx xxxxxx xxxx xxxxx xxxxxxx xxx xxxx xxxxxx xxxxx xx xxxxxxxx xxxx xxx xxxxx xxxx xxxxxxx xxx xxxxxxxx xx xxxxx xxxx xxxxxx xxx xxxxxx xxxx xxxx xxxxxxx xx xxxxxx xxxx xxxxx xxxxxxx xxx xxxx xxxxxx xxxxx xx xxxxxxxx xxxx xxx xxxxx xxxx xxxxxxx xxx xxxxxxxx xx xxxxx xxxx xxxxxx xxx xxxxxx xxxx xxxx xxxxxxx xx xxxxxx xxxx xxxxx xxxxxxx xxx xxxx xxxxxx xxxxx xx xxxxxxxx xxxx xxx xxxxx xxxx xxxxxxx xxx xxxxxxxx xx xxxxx xxxx xxxxxx xxx xxxxxx xxxx xxxx xxxxxxx xx xxxxxx xxxx xxxxx xxxxxxx xxx xxxx xxxxxx xxxxx xx xxxxxxxx xxxx xxx xxxxx xxxx xxxxxxx xxx xxxxxxxx xx xxxxx xxxx xxxxxx xxx xxxxxx xxxx xxxx xxxxxxx xx xxxxxx xxxx xxxxx xxxxxxx xxx xxxx xxxxxx xxxxx xx xxxxxxxx xxxx xxx xxxxx xxxx xxxxxxx xxx xxxxxxxx xx xxxxx xxxx xxxxxx xxx xxxxxx xxxx xxxx xxxxxxx xx xxxxxx xxxx xxxxx xxxxxxx xxx xxxx xxxxxx xxxxx xx xxxxxxxx xxxx xxx [288,951,523,999]
section-heading: 27. Special Circumstances in which Commissioner May Make Award [550,844,769,864]
chart-label: CHART #1 [100,108,179,125]
section-heading: 30. Licence to carry out Business of Compensation Fund [550,1020,775,1031]
section-heading: 9. Compensation Payable to Assessors [288,491,443,502]
section-heading: 8. Assessors [288,416,339,427]
section-body-text-block: xxxxx xxxx xxxxxxx xxx xxxxxxxx xx xxxxx xxxx xxxxxx xxx xxxxxx xxxx xxxx xxxxxxx xx xxxxxx xxxx xxxxx xxxxxxx xxx xxxx xxxxxx xxxxx xx xxxxxxxx xxxx xxx xxxxx xxxx xxxxxxx xxx xxxxxxxx xx xxxxx xxxx xxxxxx xxx xxxxxx xxxx xxxx xxxxxxx xx xxxxxx xxxx xxxxx xxxxxxx xxx xxxx xxxxxx xxxxx xx xxxxxxxx xxxx xxx xxxxx xxxx xxxxxxx xxx xxxxxxxx xx xxxxx xxxx xxxxxx xxx xxxxxx xxxx xxxx xxxxxxx xx xxxxxx xxxx xxxxx xxxxxxx xxx xxxx xxxxxx xxxxx xx xxxxxxxx xxxx xxx xxxxx xxxx xxxxxxx xxx xxxxxxxx xx xxxxx xxxx xxxxxx xxx xxxxxx xxxx xxxx xxxxxxx xx xxxxxx xxxx xxxxx xxxxxxx xxx xxxx xxxxxx xxxxx xx xxxxxxxx xxxx xxx xxxxx xxxx xxxxxxx xxx xxxxxxxx xx xxxxx xxxx xxxxxx xxx xxxxxx xxxx xxxx xxxxxxx xx xxxxxx xxxx xxxxx xxxxxxx xxx xxxx xxxxxx xxxxx xx xxxxxxxx xxxx xxx xxxxx xxxx xxxxxxx xxx xxxxxxxx xx xxxxx xxxx xxxxxx xxx xxxxxx xxxx xxxx xxxxxxx xx xxxxxx xxxx xxxxx xxxxxxx xxx xxxx xxxxxx xxxxx xx xxxxxxxx xxxx xxx xxxxx xxxx xxxxxxx xxx xxxxxxxx xx xxxxx xxxx xxxxxx xxx xxxxxx xxxx xxxx xxxxxxx xx xxxxxx xxxx xxxxx xxxxxxx xxx xxxx xxxxxx xxxxx xx xxxxxxxx xxxx xxx xxxxx xxxx xxxxxxx xxx xxxxxxxx xx xxxxx xxxx xxxxxx xxx xxxxxx xxxx xxxx xxxxxxx xx xxxxxx xxxx xxxxx xxxxxxx xxx xxxx xxxxxx xxxxx xx xxxxxxxx xxxx xxx xxxxx xxxx xxxxxxx xxx xxxxxxxx xx xxxxx xxxx xxxxxx xxx xxxxxx xxxx xxxx xxxxxxx xx xxxxxx xxxx xxxxx xxxxxxx xxx xxxx xxxxxx xxxxx xx xxxxxxxx xxxx xxx xxxxx xxxx xxxxxxx xxx xxxxxxxx xx xxxxx xxxx xxxxxx xxx xxxxxx xxxx xxxx xxxxxxx xx xxxxxx xxxx xxxxx xxxxxxx xxx xxxx xxxxxx xxxxx xx xxxxxxxx xxxx xxx [288,1198,523,1266]
section-body-text-block: xxxxx xxxx xxxxxxx xxx xxxxxxxx xx xxxxx xxxx xxxxxx xxx xxxxxx xxxx xxxx xxxxxxx xx xxxxxx xxxx xxxxx xxxxxxx xxx xxxx xxxxxx xxxxx xx xxxxxxxx xxxx xxx xxxxx xxxx xxxxxxx xxx xxxxxxxx xx xxxxx xxxx xxxxxx xxx xxxxxx xxxx xxxx xxxxxxx xx xxxxxx xxxx xxxxx xxxxxxx xxx xxxx xxxxxx xxxxx xx xxxxxxxx xxxx xxx xxxxx xxxx xxxxxxx xxx xxxxxxxx xx xxxxx xxxx xxxxxx xxx xxxxxx xxxx xxxx xxxxxxx xx xxxxxx xxxx xxxxx xxxxxxx xxx xxxx xxxxxx xxxxx xx xxxxxxxx xxxx xxx xxxxx xxxx xxxxxxx xxx xxxxxxxx xx xxxxx xxxx xxxxxx xxx xxxxxx xxxx xxxx xxxxxxx xx xxxxxx xxxx xxxxx xxxxxxx xxx xxxx xxxxxx xxxxx xx xxxxxxxx xxxx xxx xxxxx xxxx xxxxxxx xxx xxxxxxxx xx xxxxx xxxx xxxxxx xxx xxxxxx xxxx xxxx xxxxxxx xx xxxxxx xxxx xxxxx xxxxxxx xxx xxxx xxxxxx xxxxx xx xxxxxxxx xxxx xxx xxxxx xxxx xxxxxxx xxx xxxxxxxx xx xxxxx xxxx xxxxxx xxx xxxxxx xxxx xxxx xxxxxxx xx xxxxxx xxxx xxxxx xxxxxxx xxx xxxx xxxxxx xxxxx xx xxxxxxxx xxxx xxx [288,161,523,203]
section-heading: 33. Cession or Relinquishment of Benefits Void [550,1236,737,1247]
section-body-text-block: xxxxx xxxx xxxxxxx xxx xxxxxxxx xx xxxxx xxxx xxxxxx xxx xxxxxx xxxx xxxx xxxxxxx xx xxxxxx xxxx xxxxx xxxxxxx xxx xxxx xxxxxx xxxxx xx xxxxxxxx xxxx xxx xxxxx xxxx xxxxxxx xxx xxxxxxxx xx xxxxx xxxx xxxxxx xxx xxxxxx xxxx xxxx xxxxxxx xx xxxxxx xxxx xxxxx xxxxxxx xxx xxxx xxxxxx xxxxx xx xxxxxxxx xxxx xxx xxxxx xxxx xxxxxxx xxx xxxxxxxx xx xxxxx xxxx xxxxxx xxx xxxxxx xxxx xxxx xxxxxxx xx xxxxxx xxxx xxxxx xxxxxxx xxx xxxx xxxxxx xxxxx xx xxxxxxxx xxxx xxx [550,920,785,942]
section-body-text-block: xxxxx xxxx xxxxxxx xxx xxxxxxxx xx xxxxx xxxx xxxxxx xxx xxxxxx xxxx xxxx xxxxxxx xx xxxxxx xxxx xxxxx xxxxxxx xxx xxxx xxxxxx xxxxx xx xxxxxxxx xxxx xxx xxxxx xxxx xxxxxxx xxx xxxxxxxx xx xxxxx xxxx xxxxxx xxx xxxxxx xxxx xxxx xxxxxxx xx xxxxxx xxxx xxxxx xxxxxxx xxx xxxx xxxxxx xxxxx xx xxxxxxxx xxxx xxx xxxxx xxxx xxxxxxx xxx xxxxxxxx xx xxxxx xxxx xxxxxx xxx xxxxxx xxxx xxxx xxxxxxx xx xxxxxx xxxx xxxxx xxxxxxx xxx xxxx xxxxxx xxxxx xx xxxxxxxx xxxx xxx xxxxx xxxx xxxxxxx xxx xxxxxxxx xx xxxxx xxxx xxxxxx xxx xxxxxx xxxx xxxx xxxxxxx xx xxxxxx xxxx xxxxx xxxxxxx xxx xxxx xxxxxx xxxxx xx xxxxxxxx xxxx xxx [288,755,523,782]
column-3 [550,136,785,1627]
section-heading: 32. Compensation may Not be Alienated or Reduced [550,1181,756,1192]
amendment-subtitle: CompensationforOccupationalInjuriesand DiseasesAmendment Act10/2022 (G.G.48431of17/04/2023) [173,48,912,65]
section-body-text-block: xxxxx xxxx xxxxxxx xxx xxxxxxxx xx xxxxx xxxx xxxxxx xxx xxxxxx xxxx xxxx xxxxxxx xx xxxxxx xxxx xxxxx xxxxxxx xxx xxxx xxxxxx xxxxx xx xxxxxxxx xxxx xxx xxxxx xxxx xxxxxxx xxx xxxxxxxx xx xxxxx xxxx xxxxxx xxx xxxxxx xxxx xxxx xxxxxxx xx xxxxxx xxxx xxxxx xxxxxxx xxx xxxx xxxxxx xxxxx xx xxxxxxxx xxxx xxx xxxxx xxxx xxxxxxx xxx xxxxxxxx xx xxxxx xxxx xxxxxx xxx xxxxxx xxxx xxxx xxxxxxx xx xxxxxx xxxx xxxxx xxxxxxx xxx xxxx xxxxxx xxxxx xx xxxxxxxx xxxx xxx xxxxx xxxx xxxxxxx xxx xxxxxxxx xx xxxxx xxxx xxxxxx xxx xxxxxx xxxx xxxx xxxxxxx xx xxxxxx xxxx xxxxx xxxxxxx xxx xxxx xxxxxx xxxxx xx xxxxxxxx xxxx xxx xxxxx xxxx xxxxxxx xxx xxxxxxxx xx xxxxx xxxx xxxxxx xxx xxxxxx xxxx xxxx xxxxxxx xx xxxxxx xxxx xxxxx xxxxxxx xxx xxxx xxxxxx xxxxx xx xxxxxxxx xxxx xxx xxxxx xxxx xxxxxxx xxx xxxxxxxx xx xxxxx xxxx xxxxxx xxx xxxxxx xxxx xxxx xxxxxxx xx xxxxxx xxxx xxxxx xxxxxxx xxx xxxx xxxxxx xxxxx xx xxxxxxxx xxxx xxx xxxxx xxxx xxxxxxx xxx xxxxxxxx xx xxxxx xxxx xxxxxx xxx xxxxxx xxxx xxxx xxxxxxx xx xxxxxx xxxx xxxxx xxxxxxx xxx xxxx xxxxxx xxxxx xx xxxxxxxx xxxx xxx xxxxx xxxx xxxxxxx xxx xxxxxxxx xx xxxxx xxxx xxxxxx xxx xxxxxx xxxx xxxx xxxxxxx xx xxxxxx xxxx xxxxx xxxxxxx xxx xxxx xxxxxx xxxxx xx xxxxxxxx xxxx xxx xxxxx xxxx xxxxxxx xxx xxxxxxxx xx xxxxx xxxx xxxxxx xxx xxxxxx xxxx xxxx xxxxxxx xx xxxxxx xxxx xxxxx xxxxxxx xxx xxxx xxxxxx xxxxx xx xxxxxxxx xxxx xxx xxxxx xxxx xxxxxxx xxx xxxxxxxx xx xxxxx xxxx xxxxxx xxx xxxxxx xxxx xxxx xxxxxxx xx xxxxxx xxxx xxxxx xxxxxxx xxx xxxx xxxxxx xxxxx xx xxxxxxxx xxxx xxx [812,793,1047,862]
section-heading: 19. Reserve Fund [550,261,619,272]
section-body-text-block: xxxxx xxxx xxxxxxx xxx xxxxxxxx xx xxxxx xxxx xxxxxx xxx xxxxxx xxxx xxxx xxxxxxx xx xxxxxx xxxx xxxxx xxxxxxx xxx xxxx xxxxxx xxxxx xx xxxxxxxx xxxx xxx xxxxx xxxx xxxxxxx xxx xxxxxxxx xx xxxxx xxxx xxxxxx xxx xxxxxx xxxx xxxx xxxxxxx xx xxxxxx xxxx xxxxx xxxxxxx xxx xxxx xxxxxx xxxxx xx xxxxxxxx xxxx xxx xxxxx xxxx xxxxxxx xxx xxxxxxxx xx xxxxx xxxx xxxxxx xxx xxxxxx xxxx xxxx xxxxxxx xx xxxxxx xxxx xxxxx xxxxxxx xxx xxxx xxxxxx xxxxx xx xxxxxxxx xxxx xxx [550,1545,785,1566]
section-body-text-block: xxxxx xxxx xxxxxxx xxx xxxxxxxx xx xxxxx xxxx xxxxxx xxx xxxxxx xxxx xxxx xxxxxxx xx xxxxxx xxxx xxxxx xxxxxxx xxx xxxx xxxxxx xxxxx xx xxxxxxxx xxxx xxx xxxxx xxxx xxxxxxx xxx xxxxxxxx xx xxxxx xxxx xxxxxx xxx xxxxxx xxxx xxxx xxxxxxx xx xxxxxx xxxx xxxxx xxxxxxx xxx xxxx xxxxxx xxxxx xx xxxxxxxx xxxx xxx xxxxx xxxx xxxxxxx xxx xxxxxxxx xx xxxxx xxxx xxxxxx xxx xxxxxx xxxx xxxx xxxxxxx xx xxxxxx xxxx xxxxx xxxxxxx xxx xxxx xxxxxx xxxxx xx xxxxxxxx xxxx xxx [550,403,785,425]
section-heading: 23. Accidents Outside Republic [550,563,674,574]
labour-guide-logo-icon [940,54,1060,134]
chapter-heading: CHAPTER VI - Determination and Calculation of Compensation and Assessment of Disablement [812,724,1036,743]
section-heading: 45. Consideration of Claim [812,572,917,583]
column-2 [288,136,523,1530]
section-heading: 37. Threats and Compulsion [550,1487,662,1498]
chapter-heading: CHAPTER III - Compensation Fund and Reserve Fund [288,1072,479,1082]
section-heading: 11. Composition of Board [288,592,389,603]
section-heading: 42. Employee to Submit to Medical Examination and Rehabilitation [812,356,1018,377]
section-body-text-block: xxxxx xxxx xxxxxxx xxx xxxxxxxx xx xxxxx xxxx xxxxxx xxx xxxxxx xxxx xxxx xxxxxxx xx xxxxxx xxxx xxxxx xxxxxxx xxx xxxx xxxxxx xxxxx xx xxxxxxxx xxxx xxx xxxxx xxxx xxxxxxx xxx xxxxxxxx xx xxxxx xxxx xxxxxx xxx xxxxxx xxxx xxxx xxxxxxx xx xxxxxx xxxx xxxxx xxxxxxx xxx xxxx xxxxxx xxxxx xx xxxxxxxx xxxx xxx xxxxx xxxx xxxxxxx xxx xxxxxxxx xx xxxxx xxxx xxxxxx xxx xxxxxx xxxx xxxx xxxxxxx xx xxxxxx xxxx xxxxx xxxxxxx xxx xxxx xxxxxx xxxxx xx xxxxxxxx xxxx xxx xxxxx xxxx xxxxxxx xxx xxxxxxxx xx xxxxx xxxx xxxxxx xxx xxxxxx xxxx xxxx xxxxxxx xx xxxxxx xxxx xxxxx xxxxxxx xxx xxxx xxxxxx xxxxx xx xxxxxxxx xxxx xxx xxxxx xxxx xxxxxxx xxx xxxxxxxx xx xxxxx xxxx xxxxxx xxx xxxxxx xxxx xxxx xxxxxxx xx xxxxxx xxxx xxxxx xxxxxxx xxx xxxx xxxxxx xxxxx xx xxxxxxxx xxxx xxx xxxxx xxxx xxxxxxx xxx xxxxxxxx xx xxxxx xxxx xxxxxx xxx xxxxxx xxxx xxxx xxxxxxx xx xxxxxx xxxx xxxxx xxxxxxx xxx xxxx xxxxxx xxxxx xx xxxxxxxx xxxx xxx [550,1423,785,1466]
section-heading: 35. Substitution of compensation for other legal remedies [550,1347,778,1358]
chapter-heading: CHAPTER II - Administration of Act [26,548,151,558]
section-body-text-block: xxxxx xxxx xxxxxxx xxx xxxxxxxx xx xxxxx xxxx xxxxxx xxx xxxxxx xxxx xxxx xxxxxxx xx xxxxxx xxxx xxxxx xxxxxxx xxx xxxx xxxxxx xxxxx xx xxxxxxxx xxxx xxx xxxxx xxxx xxxxxxx xxx xxxxxxxx xx xxxxx xxxx xxxxxx xxx xxxxxx xxxx xxxx xxxxxxx xx xxxxxx xxxx xxxxx xxxxxxx xxx xxxx xxxxxx xxxxx xx xxxxxxxx xxxx xxx xxxxx xxxx xxxxxxx xxx xxxxxxxx xx xxxxx xxxx xxxxxx xxx xxxxxx xxxx xxxx xxxxxxx xx xxxxxx xxxx xxxxx xxxxxxx xxx xxxx xxxxxx xxxxx xx xxxxxxxx xxxx xxx xxxxx xxxx xxxxxxx xxx xxxxxxxx xx xxxxx xxxx xxxxxx xxx xxxxxx xxxx xxxx xxxxxxx xx xxxxxx xxxx xxxxx xxxxxxx xxx xxxx xxxxxx xxxxx xx xxxxxxxx xxxx xxx xxxxx xxxx xxxxxxx xxx xxxxxxxx xx xxxxx xxxx xxxxxx xxx xxxxxx xxxx xxxx xxxxxxx xx xxxxxx xxxx xxxxx xxxxxxx xxx xxxx xxxxxx xxxxx xx xxxxxxxx xxxx xxx xxxxx xxxx xxxxxxx xxx xxxxxxxx xx xxxxx xxxx xxxxxx xxx xxxxxx xxxx xxxx xxxxxxx xx xxxxxx xxxx xxxxx xxxxxxx xxx xxxx xxxxxx xxxxx xx xxxxxxxx xxxx xxx [550,1117,785,1159]
section-heading: 40. Inquiry by Commissioner into Accident [812,225,980,236]
section-heading: 15. Compensation Fund [288,1111,383,1122]
chapter-heading: CHAPTER V - Claims for Compensation [550,1534,691,1544]
section-body-text-block: xxxxx xxxx xxxxxxx xxx xxxxxxxx xx xxxxx xxxx xxxxxx xxx xxxxxx xxxx xxxx xxxxxxx xx xxxxxx xxxx xxxxx xxxxxxx xxx xxxx xxxxxx xxxxx xx xxxxxxxx xxxx xxx xxxxx xxxx xxxxxxx xxx xxxxxxxx xx xxxxx xxxx xxxxxx xxx xxxxxx xxxx xxxx xxxxxxx xx xxxxxx xxxx xxxxx xxxxxxx xxx xxxx xxxxxx xxxxx xx xxxxxxxx xxxx xxx xxxxx xxxx xxxxxxx xxx xxxxxxxx xx xxxxx xxxx xxxxxx xxx xxxxxx xxxx xxxx xxxxxxx xx xxxxxx xxxx xxxxx xxxxxxx xxx xxxx xxxxxx xxxxx xx xxxxxxxx xxxx xxx [288,558,523,580]
section-heading: 20. Accounts and Audit [550,316,642,327]
column-4 [812,136,1047,1530]
section-body-text-block: xxxxx xxxx xxxxxxx xxx xxxxxxxx xx xxxxx xxxx xxxxxx xxx xxxxxx xxxx xxxx xxxxxxx xx xxxxxx xxxx xxxxx xxxxxxx xxx xxxx xxxxxx xxxxx xx xxxxxxxx xxxx xxx xxxxx xxxx xxxxxxx xxx xxxxxxxx xx xxxxx xxxx xxxxxx xxx xxxxxx xxxx xxxx xxxxxxx xx xxxxxx xxxx xxxxx xxxxxxx xxx xxxx xxxxxx xxxxx xx xxxxxxxx xxxx xxx xxxxx xxxx xxxxxxx xxx xxxxxxxx xx xxxxx xxxx xxxxxx xxx xxxxxx xxxx xxxx xxxxxxx xx xxxxxx xxxx xxxxx xxxxxxx xxx xxxx xxxxxx xxxxx xx xxxxxxxx xxxx xxx xxxxx xxxx xxxxxxx xxx xxxxxxxx xx xxxxx xxxx xxxxxx xxx xxxxxx xxxx xxxx xxxxxxx xx xxxxxx xxxx xxxxx xxxxxxx xxx xxxx xxxxxx xxxxx xx xxxxxxxx xxxx xxx xxxxx xxxx xxxxxxx xxx xxxxxxxx xx xxxxx xxxx xxxxxx xxx xxxxxx xxxx xxxx xxxxxxx xx xxxxxx xxxx xxxxx xxxxxxx xxx xxxx xxxxxx xxxxx xx xxxxxxxx xxxx xxx xxxxx xxxx xxxxxxx xxx xxxxxxxx xx xxxxx xxxx xxxxxx xxx xxxxxx xxxx xxxx xxxxxxx xx xxxxxx xxxx xxxxx xxxxxxx xxx xxxx xxxxxx xxxxx xx xxxxxxxx xxxx xxx xxxxx xxxx xxxxxxx xxx xxxxxxxx xx xxxxx xxxx xxxxxx xxx xxxxxx xxxx xxxx xxxxxxx xx xxxxxx xxxx xxxxx xxxxxxx xxx xxxx xxxxxx xxxxx xx xxxxxxxx xxxx xxx [288,669,523,717]
section-body-text-block: xxxxx xxxx xxxxxxx xxx xxxxxxxx xx xxxxx xxxx xxxxxx xxx xxxxxx xxxx xxxx xxxxxxx xx xxxxxx xxxx xxxxx xxxxxxx xxx xxxx xxxxxx xxxxx xx xxxxxxxx xxxx xxx xxxxx xxxx xxxxxxx xxx xxxxxxxx xx xxxxx xxxx xxxxxx xxx xxxxxx xxxx xxxx xxxxxxx xx xxxxxx xxxx xxxxx xxxxxxx xxx xxxx xxxxxx xxxxx xx xxxxxxxx xxxx xxx xxxxx xxxx xxxxxxx xxx xxxxxxxx xx xxxxx xxxx xxxxxx xxx xxxxxx xxxx xxxx xxxxxxx xx xxxxxx xxxx xxxxx xxxxxxx xxx xxxx xxxxxx xxxxx xx xxxxxxxx xxxx xxx xxxxx xxxx xxxxxxx xxx xxxxxxxx xx xxxxx xxxx xxxxxx xxx xxxxxx xxxx xxxx xxxxxxx xx xxxxxx xxxx xxxxx xxxxxxx xxx xxxx xxxxxx xxxxx xx xxxxxxxx xxxx xxx [26,148,261,174]
section-heading: 44. Prescription [812,517,875,528]
summary-label: Summary: [100,86,203,109]
section-heading: 26. Special Circumstances in which Commissioner May Refuse Award [550,769,769,789]
chapter-heading: CHAPTER I - Interpretation of Act [26,508,145,518]
section-body-text-block: xxxxx xxxx xxxxxxx xxx xxxxxxxx xx xxxxx xxxx xxxxxx xxx xxxxxx xxxx xxxx xxxxxxx xx xxxxxx xxxx xxxxx xxxxxxx xxx xxxx xxxxxx xxxxx xx xxxxxxxx xxxx xxx xxxxx xxxx xxxxxxx xxx xxxxxxxx xx xxxxx xxxx xxxxxx xxx xxxxxx xxxx xxxx xxxxxxx xx xxxxxx xxxx xxxxx xxxxxxx xxx xxxx xxxxxx xxxxx xx xxxxxxxx xxxx xxx xxxxx xxxx xxxxxxx xxx xxxxxxxx xx xxxxx xxxx xxxxxx xxx xxxxxx xxxx xxxx xxxxxxx xx xxxxxx xxxx xxxxx xxxxxxx xxx xxxx xxxxxx xxxxx xx xxxxxxxx xxxx xxx xxxxx xxxx xxxxxxx xxx xxxxxxxx xx xxxxx xxxx xxxxxx xxx xxxxxx xxxx xxxx xxxxxxx xx xxxxxx xxxx xxxxx xxxxxxx xxx xxxx xxxxxx xxxxx xx xxxxxxxx xxxx xxx xxxxx xxxx xxxxxxx xxx xxxxxxxx xx xxxxx xxxx xxxxxx xxx xxxxxx xxxx xxxx xxxxxxx xx xxxxxx xxxx xxxxx xxxxxxx xxx xxxx xxxxxx xxxxx xx xxxxxxxx xxxx xxx [550,966,785,1003]
logo-text: LABOUR [948,103,1051,130]
section-heading: 4. Functions of Commissioner [26,774,145,785]
section-body-text-block: xxxxx xxxx xxxxxxx xxx xxxxxxxx xx xxxxx xxxx xxxxxx xxx xxxxxx xxxx xxxx xxxxxxx xx xxxxxx xxxx xxxxx xxxxxxx xxx xxxx xxxxxx xxxxx xx xxxxxxxx xxxx xxx xxxxx xxxx xxxxxxx xxx xxxxxxxx xx xxxxx xxxx xxxxxx xxx xxxxxx xxxx xxxx xxxxxxx xx xxxxxx xxxx xxxxx xxxxxxx xxx xxxx xxxxxx xxxxx xx xxxxxxxx xxxx xxx xxxxx xxxx xxxxxxx xxx xxxxxxxx xx xxxxx xxxx xxxxxx xxx xxxxxx xxxx xxxx xxxxxxx xx xxxxxx xxxx xxxxx xxxxxxx xxx xxxx xxxxxx xxxxx xx xxxxxxxx xxxx xxx xxxxx xxxx xxxxxxx xxx xxxxxxxx xx xxxxx xxxx xxxxxx xxx xxxxxx xxxx xxxx xxxxxxx xx xxxxxx xxxx xxxxx xxxxxxx xxx xxxx xxxxxx xxxxx xx xxxxxxxx xxxx xxx xxxxx xxxx xxxxxxx xxx xxxxxxxx xx xxxxx xxxx xxxxxx xxx xxxxxx xxxx xxxx xxxxxxx xx xxxxxx xxxx xxxxx xxxxxxx xxx xxxx xxxxxx xxxxx xx xxxxxxxx xxxx xxx xxxxx xxxx xxxxxxx xxx xxxxxxxx xx xxxxx xxxx xxxxxx xxx xxxxxx xxxx xxxx xxxxxxx xx xxxxxx xxxx xxxxx xxxxxxx xxx xxxx xxxxxx xxxxx xx xxxxxxxx xxxx xxx [550,1584,785,1627]
section-body-text-block: xxxxx xxxx xxxxxxx xxx xxxxxxxx xx xxxxx xxxx xxxxxx xxx xxxxxx xxxx xxxx xxxxxxx xx xxxxxx xxxx xxxxx xxxxxxx xxx xxxx xxxxxx xxxxx xx xxxxxxxx xxxx xxx xxxxx xxxx xxxxxxx xxx xxxxxxxx xx xxxxx xxxx xxxxxx xxx xxxxxx xxxx xxxx xxxxxxx xx xxxxxx xxxx xxxxx xxxxxxx xxx xxxx xxxxxx xxxxx xx xxxxxxxx xxxx xxx xxxxx xxxx xxxxxxx xxx xxxxxxxx xx xxxxx xxxx xxxxxx xxx xxxxxx xxxx xxxx xxxxxxx xx xxxxxx xxxx xxxxx xxxxxxx xxx xxxx xxxxxx xxxxx xx xxxxxxxx xxxx xxx xxxxx xxxx xxxxxxx xxx xxxxxxxx xx xxxxx xxxx xxxxxx xxx xxxxxx xxxx xxxx xxxxxxx xx xxxxxx xxxx xxxxx xxxxxxx xxx xxxx xxxxxx xxxxx xx xxxxxxxx xxxx xxx [288,810,523,837]
section-body-text-block: xxxxx xxxx xxxxxxx xxx xxxxxxxx xx xxxxx xxxx xxxxxx xxx xxxxxx xxxx xxxx xxxxxxx xx xxxxxx xxxx xxxxx xxxxxxx xxx xxxx xxxxxx xxxxx xx xxxxxxxx xxxx xxx xxxxx xxxx xxxxxxx xxx xxxxxxxx xx xxxxx xxxx xxxxxx xxx xxxxxx xxxx xxxx xxxxxxx xx xxxxxx xxxx xxxxx xxxxxxx xxx xxxx xxxxxx xxxxx xx xxxxxxxx xxxx xxx xxxxx xxxx xxxxxxx xxx xxxxxxxx xx xxxxx xxxx xxxxxx xxx xxxxxx xxxx xxxx xxxxxxx xx xxxxxx xxxx xxxxx xxxxxxx xxx xxxx xxxxxx xxxxx xx xxxxxxxx xxxx xxx xxxxx xxxx xxxxxxx xxx xxxxxxxx xx xxxxx xxxx xxxxxx xxx xxxxxx xxxx xxxx xxxxxxx xx xxxxxx xxxx xxxxx xxxxxxx xxx xxxx xxxxxx xxxxx xx xxxxxxxx xxxx xxx [550,272,785,299]
section-body-text-block: xxxxx xxxx xxxxxxx xxx xxxxxxxx xx xxxxx xxxx xxxxxx xxx xxxxxx xxxx xxxx xxxxxxx xx xxxxxx xxxx xxxxx xxxxxxx xxx xxxx xxxxxx xxxxx xx xxxxxxxx xxxx xxx xxxxx xxxx xxxxxxx xxx xxxxxxxx xx xxxxx xxxx xxxxxx xxx xxxxxx xxxx xxxx xxxxxxx xx xxxxxx xxxx xxxxx xxxxxxx xxx xxxx xxxxxx xxxxx xx xxxxxxxx xxxx xxx xxxxx xxxx xxxxxxx xxx xxxxxxxx xx xxxxx xxxx xxxxxx xxx xxxxxx xxxx xxxx xxxxxxx xx xxxxxx xxxx xxxxx xxxxxxx xxx xxxx xxxxxx xxxxx xx xxxxxxxx xxxx xxx xxxxx xxxx xxxxxxx xxx xxxxxxxx xx xxxxx xxxx xxxxxx xxx xxxxxx xxxx xxxx xxxxxxx xx xxxxxx xxxx xxxxx xxxxxxx xxx xxxx xxxxxx xxxxx xx xxxxxxxx xxxx xxx xxxxx xxxx xxxxxxx xxx xxxxxxxx xx xxxxx xxxx xxxxxx xxx xxxxxx xxxx xxxx xxxxxxx xx xxxxxx xxxx xxxxx xxxxxxx xxx xxxx xxxxxx xxxxx xx xxxxxxxx xxxx xxx xxxxx xxxx xxxxxxx xxx xxxxxxxx xx xxxxx xxxx xxxxxx xxx xxxxxx xxxx xxxx xxxxxxx xx xxxxxx xxxx xxxxx xxxxxxx xxx xxxx xxxxxx xxxxx xx xxxxxxxx xxxx xxx [550,1032,785,1074]
section-heading: 12. Functions of Board [288,658,378,669]
section-heading: 43. Claim for Compensation [812,441,922,452]
section-body-text-block: xxxxx xxxx xxxxxxx xxx xxxxxxxx xx xxxxx xxxx xxxxxx xxx xxxxxx xxxx xxxx xxxxxxx xx xxxxxx xxxx xxxxx xxxxxxx xxx xxxx xxxxxx xxxxx xx xxxxxxxx xxxx xxx xxxxx xxxx xxxxxxx xxx xxxxxxxx xx xxxxx xxxx xxxxxx xxx xxxxxx xxxx xxxx xxxxxxx xx xxxxxx xxxx xxxxx xxxxxxx xxx xxxx xxxxxx xxxxx xx xxxxxxxx xxxx xxx xxxxx xxxx xxxxxxx xxx xxxxxxxx xx xxxxx xxxx xxxxxx xxx xxxxxx xxxx xxxx xxxxxxx xx xxxxxx xxxx xxxxx xxxxxxx xxx xxxx xxxxxx xxxxx xx xxxxxxxx xxxx xxx xxxxx xxxx xxxxxxx xxx xxxxxxxx xx xxxxx xxxx xxxxxx xxx xxxxxx xxxx xxxx xxxxxxx xx xxxxxx xxxx xxxxx xxxxxxx xxx xxxx xxxxxx xxxxx xx xxxxxxxx xxxx xxx xxxxx xxxx xxxxxxx xxx xxxxxxxx xx xxxxx xxxx xxxxxx xxx xxxxxx xxxx xxxx xxxxxxx xx xxxxxx xxxx xxxxx xxxxxxx xxx xxxx xxxxxx xxxxx xx xxxxxxxx xxxx xxx xxxxx xxxx xxxxxxx xxx xxxxxxxx xx xxxxx xxxx xxxxxx xxx xxxxxx xxxx xxxx xxxxxxx xx xxxxxx xxxx xxxxx xxxxxxx xxx xxxx xxxxxx xxxxx xx xxxxxxxx xxxx xxx xxxxx xxxx xxxxxxx xxx xxxxxxxx xx xxxxx xxxx xxxxxx xxx xxxxxx xxxx xxxx xxxxxxx xx xxxxxx xxxx xxxxx xxxxxxx xxx xxxx xxxxxx xxxxx xx xxxxxxxx xxxx xxx xxxxx xxxx xxxxxxx xxx xxxxxxxx xx xxxxx xxxx xxxxxx xxx xxxxxx xxxx xxxx xxxxxxx xx xxxxxx xxxx xxxxx xxxxxxx xxx xxxx xxxxxx xxxxx xx xxxxxxxx xxxx xxx xxxxx xxxx xxxxxxx xxx xxxxxxxx xx xxxxx xxxx xxxxxx xxx xxxxxx xxxx xxxx xxxxxxx xx xxxxxx xxxx xxxxx xxxxxxx xxx xxxx xxxxxx xxxxx xx xxxxxxxx xxxx xxx xxxxx xxxx xxxxxxx xxx xxxxxxxx xx xxxxx xxxx xxxxxx xxx xxxxxx xxxx xxxx xxxxxxx xx xxxxxx xxxx xxxxx xxxxxxx xxx xxxx xxxxxx xxxxx xx xxxxxxxx xxxx xxx xxxxx xxxx xxxxxxx xxx xxxxxxxx xx xxxxx xxxx xxxxxx xxx xxxxxx xxxx xxxx xxxxxxx xx xxxxxx xxxx xxxxx xxxxxxx xxx xxxx xxxxxx xxxxx xx xxxxxxxx xxxx xxx xxxxx xxxx xxxxxxx xxx xxxxxxxx xx xxxxx xxxx xxxxxx xxx xxxxxx xxxx xxxx xxxxxxx xx xxxxxx xxxx xxxxx xxxxxxx xxx xxxx xxxxxx xxxxx xx xxxxxxxx xxxx xxx xxxxx xxxx xxxxxxx xxx xxxxxxxx xx xxxxx xxxx xxxxxx xxx xxxxxx xxxx xxxx xxxxxxx xx xxxxxx xxxx xxxxx xxxxxxx xxx xxxx xxxxxx xxxxx xx xxxxxxxx xxxx xxx [26,785,261,869]
section-body-text-block: xxxxx xxxx xxxxxxx xxx xxxxxxxx xx xxxxx xxxx xxxxxx xxx xxxxxx xxxx xxxx xxxxxxx xx xxxxxx xxxx xxxxx xxxxxxx xxx xxxx xxxxxx xxxxx xx xxxxxxxx xxxx xxx xxxxx xxxx xxxxxxx xxx xxxxxxxx xx xxxxx xxxx xxxxxx xxx xxxxxx xxxx xxxx xxxxxxx xx xxxxxx xxxx xxxxx xxxxxxx xxx xxxx xxxxxx xxxxx xx xxxxxxxx xxxx xxx xxxxx xxxx xxxxxxx xxx xxxxxxxx xx xxxxx xxxx xxxxxx xxx xxxxxx xxxx xxxx xxxxxxx xx xxxxxx xxxx xxxxx xxxxxxx xxx xxxx xxxxxx xxxxx xx xxxxxxxx xxxx xxx xxxxx xxxx xxxxxxx xxx xxxxxxxx xx xxxxx xxxx xxxxxx xxx xxxxxx xxxx xxxx xxxxxxx xx xxxxxx xxxx xxxxx xxxxxxx xxx xxxx xxxxxx xxxxx xx xxxxxxxx xxxx xxx [288,503,523,529]
section-body-text-block: xxxxx xxxx xxxxxxx xxx xxxxxxxx xx xxxxx xxxx xxxxxx xxx xxxxxx xxxx xxxx xxxxxxx xx xxxxxx xxxx xxxxx xxxxxxx xxx xxxx xxxxxx xxxxx xx xxxxxxxx xxxx xxx xxxxx xxxx xxxxxxx xxx xxxxxxxx xx xxxxx xxxx xxxxxx xxx xxxxxx xxxx xxxx xxxxxxx xx xxxxxx xxxx xxxxx xxxxxxx xxx xxxx xxxxxx xxxxx xx xxxxxxxx xxxx xxx xxxxx xxxx xxxxxxx xxx xxxxxxxx xx xxxxx xxxx xxxxxx xxx xxxxxx xxxx xxxx xxxxxxx xx xxxxxx xxxx xxxxx xxxxxxx xxx xxxx xxxxxx xxxxx xx xxxxxxxx xxxx xxx xxxxx xxxx xxxxxxx xxx xxxxxxxx xx xxxxx xxxx xxxxxx xxx xxxxxx xxxx xxxx xxxxxxx xx xxxxxx xxxx xxxxx xxxxxxx xxx xxxx xxxxxx xxxxx xx xxxxxxxx xxxx xxx [550,1303,785,1330]
section-body-text-block: xxxxx xxxx xxxxxxx xxx xxxxxxxx xx xxxxx xxxx xxxxxx xxx xxxxxx xxxx xxxx xxxxxxx xx xxxxxx xxxx xxxxx xxxxxxx xxx xxxx xxxxxx xxxxx xx xxxxxxxx xxxx xxx xxxxx xxxx xxxxxxx xxx xxxxxxxx xx xxxxx xxxx xxxxxx xxx xxxxxx xxxx xxxx xxxxxxx xx xxxxxx xxxx xxxxx xxxxxxx xxx xxxx xxxxxx xxxxx xx xxxxxxxx xxxx xxx xxxxx xxxx xxxxxxx xxx xxxxxxxx xx xxxxx xxxx xxxxxx xxx xxxxxx xxxx xxxx xxxxxxx xx xxxxxx xxxx xxxxx xxxxxxx xxx xxxx xxxxxx xxxxx xx xxxxxxxx xxxx xxx xxxxx xxxx xxxxxxx xxx xxxxxxxx xx xxxxx xxxx xxxxxx xxx xxxxxx xxxx xxxx xxxxxxx xx xxxxxx xxxx xxxxx xxxxxxx xxx xxxx xxxxxx xxxxx xx xxxxxxxx xxxx xxx xxxxx xxxx xxxxxxx xxx xxxxxxxx xx xxxxx xxxx xxxxxx xxx xxxxxx xxxx xxxx xxxxxxx xx xxxxxx xxxx xxxxx xxxxxxx xxx xxxx xxxxxx xxxxx xx xxxxxxxx xxxx xxx [288,604,523,641]
section-body-text-block: xxxxx xxxx xxxxxxx xxx xxxxxxxx xx xxxxx xxxx xxxxxx xxx xxxxxx xxxx xxxx xxxxxxx xx xxxxxx xxxx xxxxx xxxxxxx xxx xxxx xxxxxx xxxxx xx xxxxxxxx xxxx xxx xxxxx xxxx xxxxxxx xxx xxxxxxxx xx xxxxx xxxx xxxxxx xxx xxxxxx xxxx xxxx xxxxxxx xx xxxxxx xxxx xxxxx xxxxxxx xxx xxxx xxxxxx xxxxx xx xxxxxxxx xxxx xxx xxxxx xxxx xxxxxxx xxx xxxxxxxx xx xxxxx xxxx xxxxxx xxx xxxxxx xxxx xxxx xxxxxxx xx xxxxxx xxxx xxxxx xxxxxxx xxx xxxx xxxxxx xxxxx xx xxxxxxxx xxxx xxx xxxxx xxxx xxxxxxx xxx xxxxxxxx xx xxxxx xxxx xxxxxx xxx xxxxxx xxxx xxxx xxxxxxx xx xxxxxx xxxx xxxxx xxxxxxx xxx xxxx xxxxxx xxxxx xx xxxxxxxx xxxx xxx xxxxx xxxx xxxxxxx xxx xxxxxxxx xx xxxxx xxxx xxxxxx xxx xxxxxx xxxx xxxx xxxxxxx xx xxxxxx xxxx xxxxx xxxxxxx xxx xxxx xxxxxx xxxxx xx xxxxxxxx xxxx xxx xxxxx xxxx xxxxxxx xxx xxxxxxxx xx xxxxx xxxx xxxxxx xxx xxxxxx xxxx xxxx xxxxxxx xx xxxxxx xxxx xxxxx xxxxxxx xxx xxxx xxxxxx xxxxx xx xxxxxxxx xxxx xxx [812,453,1047,495]
section-body-text-block: xxxxx xxxx xxxxxxx xxx xxxxxxxx xx xxxxx xxxx xxxxxx xxx xxxxxx xxxx xxxx xxxxxxx xx xxxxxx xxxx xxxxx xxxxxxx xxx xxxx xxxxxx xxxxx xx xxxxxxxx xxxx xxx xxxxx xxxx xxxxxxx xxx xxxxxxxx xx xxxxx xxxx xxxxxx xxx xxxxxx xxxx xxxx xxxxxxx xx xxxxxx xxxx xxxxx xxxxxxx xxx xxxx xxxxxx xxxxx xx xxxxxxxx xxxx xxx xxxxx xxxx xxxxxxx xxx xxxxxxxx xx xxxxx xxxx xxxxxx xxx xxxxxx xxxx xxxx xxxxxxx xx xxxxxx xxxx xxxxx xxxxxxx xxx xxxx xxxxxx xxxxx xx xxxxxxxx xxxx xxx xxxxx xxxx xxxxxxx xxx xxxxxxxx xx xxxxx xxxx xxxxxx xxx xxxxxx xxxx xxxx xxxxxxx xx xxxxxx xxxx xxxxx xxxxxxx xxx xxxx xxxxxx xxxxx xx xxxxxxxx xxxx xxx xxxxx xxxx xxxxxxx xxx xxxxxxxx xx xxxxx xxxx xxxxxx xxx xxxxxx xxxx xxxx xxxxxxx xx xxxxxx xxxx xxxxx xxxxxxx xxx xxxx xxxxxx xxxxx xx xxxxxxxx xxxx xxx xxxxx xxxx xxxxxxx xxx xxxxxxxx xx xxxxx xxxx xxxxxx xxx xxxxxx xxxx xxxx xxxxxxx xx xxxxxx xxxx xxxxx xxxxxxx xxx xxxx xxxxxx xxxxx xx xxxxxxxx xxxx xxx xxxxx xxxx xxxxxxx xxx xxxxxxxx xx xxxxx xxxx xxxxxx xxx xxxxxx xxxx xxxx xxxxxxx xx xxxxxx xxxx xxxxx xxxxxxx xxx xxxx xxxxxx xxxxx xx xxxxxxxx xxxx xxx [812,649,1047,697]
section-body-text-block: xxxxx xxxx xxxxxxx xxx xxxxxxxx xx xxxxx xxxx xxxxxx xxx xxxxxx xxxx xxxx xxxxxxx xx xxxxxx xxxx xxxxx xxxxxxx xxx xxxx xxxxxx xxxxx xx xxxxxxxx xxxx xxx xxxxx xxxx xxxxxxx xxx xxxxxxxx xx xxxxx xxxx xxxxxx xxx xxxxxx xxxx xxxx xxxxxxx xx xxxxxx xxxx xxxxx xxxxxxx xxx xxxx xxxxxx xxxxx xx xxxxxxxx xxxx xxx xxxxx xxxx xxxxxxx xxx xxxxxxxx xx xxxxx xxxx xxxxxx xxx xxxxxx xxxx xxxx xxxxxxx xx xxxxxx xxxx xxxxx xxxxxxx xxx xxxx xxxxxx xxxxx xx xxxxxxxx xxxx xxx xxxxx xxxx xxxxxxx xxx xxxxxxxx xx xxxxx xxxx xxxxxx xxx xxxxxx xxxx xxxx xxxxxxx xx xxxxxx xxxx xxxxx xxxxxxx xxx xxxx xxxxxx xxxxx xx xxxxxxxx xxxx xxx xxxxx xxxx xxxxxxx xxx xxxxxxxx xx xxxxx xxxx xxxxxx xxx xxxxxx xxxx xxxx xxxxxxx xx xxxxxx xxxx xxxxx xxxxxxx xxx xxxx xxxxxx xxxxx xx xxxxxxxx xxxx xxx xxxxx xxxx xxxxxxx xxx xxxxxxxx xx xxxxx xxxx xxxxxx xxx xxxxxx xxxx xxxx xxxxxxx xx xxxxxx xxxx xxxxx xxxxxxx xxx xxxx xxxxxx xxxxx xx xxxxxxxx xxxx xxx xxxxx xxxx xxxxxxx xxx xxxxxxxx xx xxxxx xxxx xxxxxx xxx xxxxxx xxxx xxxx xxxxxxx xx xxxxxx xxxx xxxxx xxxxxxx xxx xxxx xxxxxx xxxxx xx xxxxxxxx xxxx xxx [288,236,523,284]
section-heading: 49. Compensation for Permanent Disablement [812,1012,994,1023]
page-title: COMPENSATION FOR OCCUPATIONAL INJURIES AND DISEASES ACT [0,6,1303,48]
section-body-text-block: xxxxx xxxx xxxxxxx xxx xxxxxxxx xx xxxxx xxxx xxxxxx xxx xxxxxx xxxx xxxx xxxxxxx xx xxxxxx xxxx xxxxx xxxxxxx xxx xxxx xxxxxx xxxxx xx xxxxxxxx xxxx xxx xxxxx xxxx xxxxxxx xxx xxxxxxxx xx xxxxx xxxx xxxxxx xxx xxxxxx xxxx xxxx xxxxxxx xx xxxxxx xxxx xxxxx xxxxxxx xxx xxxx xxxxxx xxxxx xx xxxxxxxx xxxx xxx xxxxx xxxx xxxxxxx xxx xxxxxxxx xx xxxxx xxxx xxxxxx xxx xxxxxx xxxx xxxx xxxxxxx xx xxxxxx xxxx xxxxx xxxxxxx xxx xxxx xxxxxx xxxxx xx xxxxxxxx xxxx xxx xxxxx xxxx xxxxxxx xxx xxxxxxxx xx xxxxx xxxx xxxxxx xxx xxxxxx xxxx xxxx xxxxxxx xx xxxxxx xxxx xxxxx xxxxxxx xxx xxxx xxxxxx xxxxx xx xxxxxxxx xxxx xxx [550,1192,785,1219]
section-body-text-block: xxxxx xxxx xxxxxxx xxx xxxxxxxx xx xxxxx xxxx xxxxxx xxx xxxxxx xxxx xxxx xxxxxxx xx xxxxxx xxxx xxxxx xxxxxxx xxx xxxx xxxxxx xxxxx xx xxxxxxxx xxxx xxx xxxxx xxxx xxxxxxx xxx xxxxxxxx xx xxxxx xxxx xxxxxx xxx xxxxxx xxxx xxxx xxxxxxx xx xxxxxx xxxx xxxxx xxxxxxx xxx xxxx xxxxxx xxxxx xx xxxxxxxx xxxx xxx xxxxx xxxx xxxxxxx xxx xxxxxxxx xx xxxxx xxxx xxxxxx xxx xxxxxx xxxx xxxx xxxxxxx xx xxxxxx xxxx xxxxx xxxxxxx xxx xxxx xxxxxx xxxxx xx xxxxxxxx xxxx xxx xxxxx xxxx xxxxxxx xxx xxxxxxxx xx xxxxx xxxx xxxxxx xxx xxxxxx xxxx xxxx xxxxxxx xx xxxxxx xxxx xxxxx xxxxxxx xxx xxxx xxxxxx xxxxx xx xxxxxxxx xxxx xxx [550,865,785,892]
section-body-text-block: xxxxx xxxx xxxxxxx xxx xxxxxxxx xx xxxxx xxxx xxxxxx xxx xxxxxx xxxx xxxx xxxxxxx xx xxxxxx xxxx xxxxx xxxxxxx xxx xxxx xxxxxx xxxxx xx xxxxxxxx xxxx xxx xxxxx xxxx xxxxxxx xxx xxxxxxxx xx xxxxx xxxx xxxxxx xxx xxxxxx xxxx xxxx xxxxxxx xx xxxxxx xxxx xxxxx xxxxxxx xxx xxxx xxxxxx xxxxx xx xxxxxxxx xxxx xxx xxxxx xxxx xxxxxxx xxx xxxxxxxx xx xxxxx xxxx xxxxxx xxx xxxxxx xxxx xxxx xxxxxxx xx xxxxxx xxxx xxxxx xxxxxxx xxx xxxx xxxxxx xxxxx xx xxxxxxxx xxxx xxx xxxxx xxxx xxxxxxx xxx xxxxxxxx xx xxxxx xxxx xxxxxx xxx xxxxxx xxxx xxxx xxxxxxx xx xxxxxx xxxx xxxxx xxxxxxx xxx xxxx xxxxxx xxxxx xx xxxxxxxx xxxx xxx xxxxx xxxx xxxxxxx xxx xxxxxxxx xx xxxxx xxxx xxxxxx xxx xxxxxx xxxx xxxx xxxxxxx xx xxxxxx xxxx xxxxx xxxxxxx xxx xxxx xxxxxx xxxxx xx xxxxxxxx xxxx xxx [812,302,1047,339]
section-body-text-block: xxxxx xxxx xxxxxxx xxx xxxxxxxx xx xxxxx xxxx xxxxxx xxx xxxxxx xxxx xxxx xxxxxxx xx xxxxxx xxxx xxxxx xxxxxxx xxx xxxx xxxxxx xxxxx xx xxxxxxxx xxxx xxx xxxxx xxxx xxxxxxx xxx xxxxxxxx xx xxxxx xxxx xxxxxx xxx xxxxxx xxxx xxxx xxxxxxx xx xxxxxx xxxx xxxxx xxxxxxx xxx xxxx xxxxxx xxxxx xx xxxxxxxx xxxx xxx xxxxx xxxx xxxxxxx xxx xxxxxxxx xx xxxxx xxxx xxxxxx xxx xxxxxx xxxx xxxx xxxxxxx xx xxxxxx xxxx xxxxx xxxxxxx xxx xxxx xxxxxx xxxxx xx xxxxxxxx xxxx xxx xxxxx xxxx xxxxxxx xxx xxxxxxxx xx xxxxx xxxx xxxxxx xxx xxxxxx xxxx xxxx xxxxxxx xx xxxxxx xxxx xxxxx xxxxxxx xxx xxxx xxxxxx xxxxx xx xxxxxxxx xxxx xxx xxxxx xxxx xxxxxxx xxx xxxxxxxx xx xxxxx xxxx xxxxxx xxx xxxxxx xxxx xxxx xxxxxxx xx xxxxxx xxxx xxxxx xxxxxxx xxx xxxx xxxxxx xxxxx xx xxxxxxxx xxxx xxx xxxxx xxxx xxxxxxx xxx xxxxxxxx xx xxxxx xxxx xxxxxx xxx xxxxxx xxxx xxxx xxxxxxx xx xxxxxx xxxx xxxxx xxxxxxx xxx xxxx xxxxxx xxxxx xx xxxxxxxx xxxx xxx xxxxx xxxx xxxxxxx xxx xxxxxxxx xx xxxxx xxxx xxxxxx xxx xxxxxx xxxx xxxx xxxxxxx xx xxxxxx xxxx xxxxx xxxxxxx xxx xxxx xxxxxx xxxxx xx xxxxxxxx xxxx xxx [26,635,261,682]
